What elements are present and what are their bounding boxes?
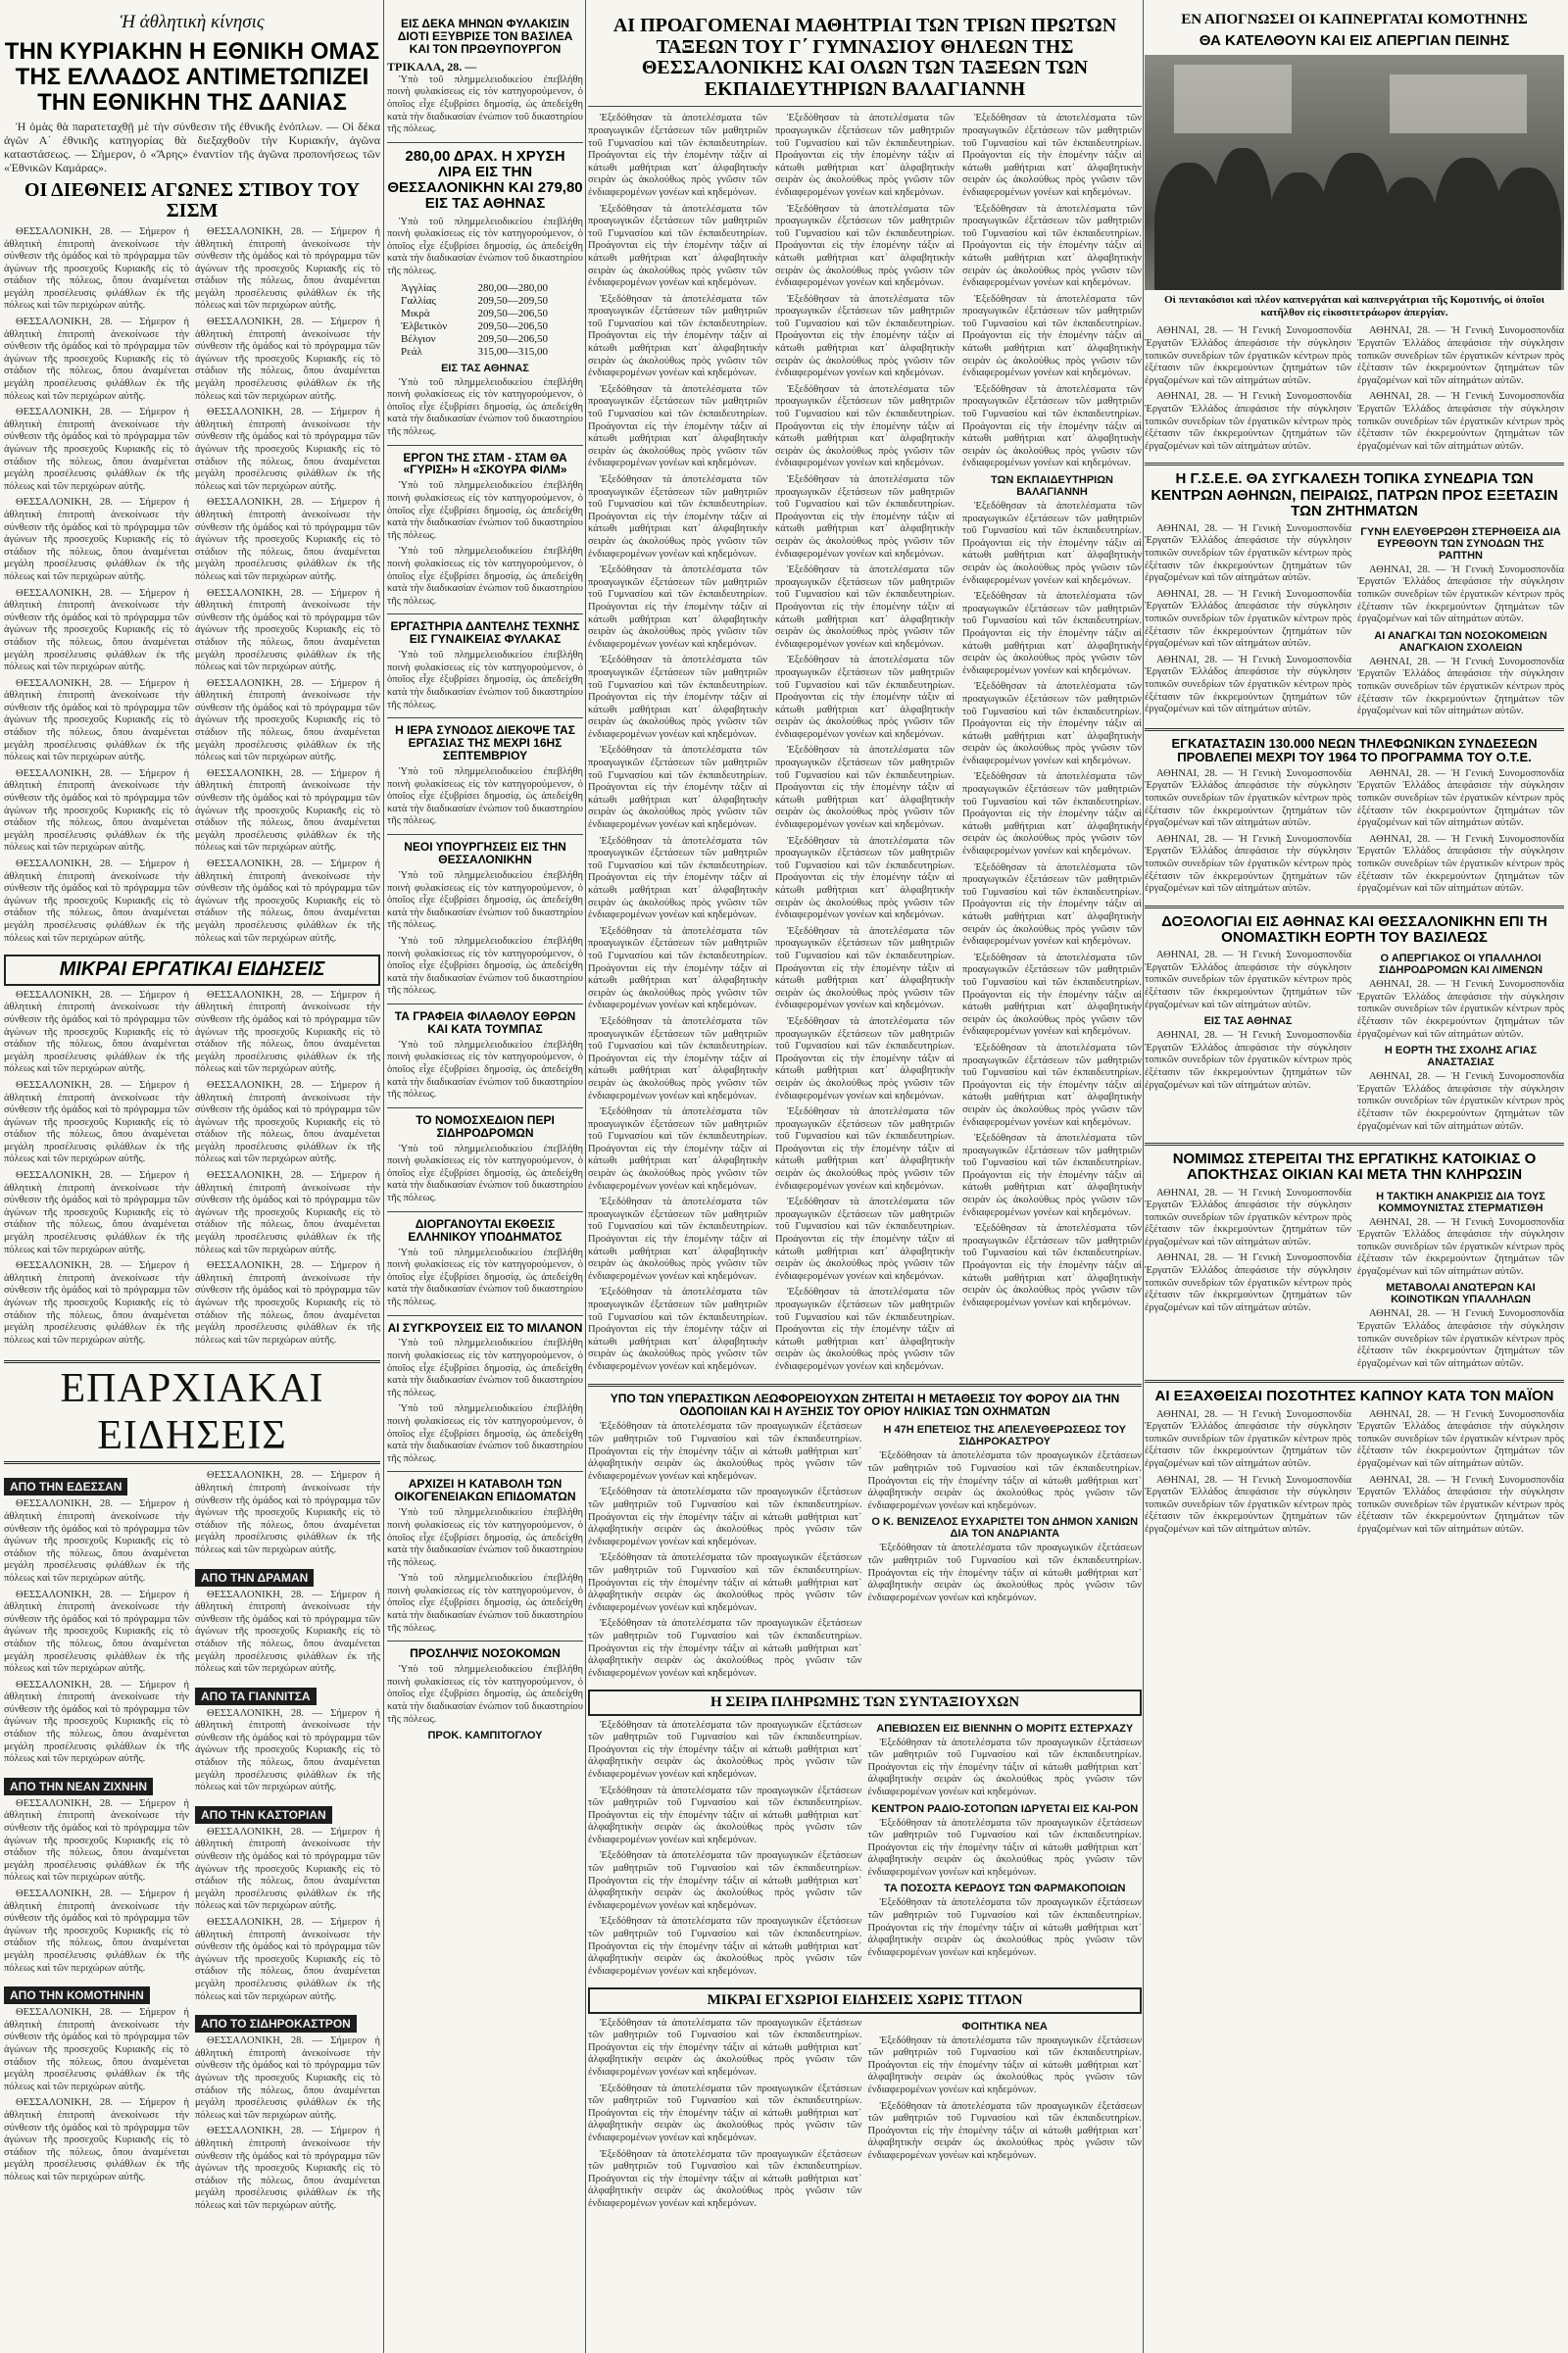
article-text: Ἐξεδόθησαν τὰ ἀποτελέσματα τῶν προαγωγικῶν ἐξετάσεων τῶν μαθητριῶν τοῦ Γυμνασίου καὶ τῶν ἐκπαιδευτηρίων. Προάγονται εἰς τὴν ἑπομένην τάξιν αἱ κάτωθι μαθήτριαι κατ᾽ ἀλφαβητικὴν σειρὰν ὡς ἀκολούθως πρὸς γνῶσιν τῶν ἐνδιαφερομένων γονέων καὶ κηδεμόνων. — [867, 1897, 1142, 1958]
article-text: Ἐξεδόθησαν τὰ ἀποτελέσματα τῶν προαγωγικῶν ἐξετάσεων τῶν μαθητριῶν τοῦ Γυμνασίου καὶ τῶν ἐκπαιδευτηρίων. Προάγονται εἰς τὴν ἑπομένην τάξιν αἱ κάτωθι μαθήτριαι κατ᾽ ἀλφαβητικὴν σειρὰν ὡς ἀκολούθως πρὸς γνῶσιν τῶν ἐνδιαφερομένων γονέων καὶ κηδεμόνων. — [962, 293, 1142, 379]
article-text: Ὑπὸ τοῦ πλημμελειοδικείου ἐπεβλήθη ποινὴ φυλακίσεως εἰς τὸν κατηγορούμενον, ὁ ὁποῖος εἶχε ἐξυβρίσει δημοσίᾳ, ὡς ἀπεδείχθη κατὰ τὴν διαδικασίαν ἐνώπιον τοῦ δικαστηρίου τῆς πόλεως. — [387, 216, 583, 276]
subheading-athens: ΕΙΣ ΤΑΣ ΑΘΗΝΑΣ — [1203, 1015, 1293, 1028]
subheading-pharmacists: ΤΑ ΠΟΣΟΣΤΑ ΚΕΡΔΟΥΣ ΤΩΝ ΦΑΡΜΑΚΟΠΟΙΩΝ — [884, 1883, 1126, 1895]
article-text: Ὑπὸ τοῦ πλημμελειοδικείου ἐπεβλήθη ποινὴ φυλακίσεως εἰς τὸν κατηγορούμενον, ὁ ὁποῖος εἶχε ἐξυβρίσει δημοσίᾳ, ὡς ἀπεδείχθη κατὰ τὴν διαδικασίαν ἐνώπιον τοῦ δικαστηρίου τῆς πόλεως. — [387, 480, 583, 541]
divider — [387, 1471, 583, 1472]
article-text: Ὑπὸ τοῦ πλημμελειοδικείου ἐπεβλήθη ποινὴ φυλακίσεως εἰς τὸν κατηγορούμενον, ὁ ὁποῖος εἶχε ἐξυβρίσει δημοσίᾳ, ὡς ἀπεδείχθη κατὰ τὴν διαδικασίαν ἐνώπιον τοῦ δικαστηρίου τῆς πόλεως. — [387, 546, 583, 607]
article-text: ΘΕΣΣΑΛΟΝΙΚΗ, 28. — Σήμερον ἡ ἀθλητικὴ ἐπιτροπὴ ἀνεκοίνωσε τὴν σύνθεσιν τῆς ὁμάδος καὶ τὸ πρόγραμμα τῶν ἀγώνων τῆς προσεχοῦς Κυριακῆς εἰς τὸ στάδιον τῆς πόλεως, ὅπου ἀναμένεται μεγάλη προσέλευσις φιλάθλων ἐκ τῆς πόλεως καὶ τῶν περιχώρων αὐτῆς. — [4, 1589, 189, 1675]
article-text: Ἐξεδόθησαν τὰ ἀποτελέσματα τῶν προαγωγικῶν ἐξετάσεων τῶν μαθητριῶν τοῦ Γυμνασίου καὶ τῶν ἐκπαιδευτηρίων. Προάγονται εἰς τὴν ἑπομένην τάξιν αἱ κάτωθι μαθήτριαι κατ᾽ ἀλφαβητικὴν σειρὰν ὡς ἀκολούθως πρὸς γνῶσιν τῶν ἐνδιαφερομένων γονέων καὶ κηδεμόνων. — [588, 2148, 862, 2209]
article-text: ΘΕΣΣΑΛΟΝΙΚΗ, 28. — Σήμερον ἡ ἀθλητικὴ ἐπιτροπὴ ἀνεκοίνωσε τὴν σύνθεσιν τῆς ὁμάδος καὶ τὸ πρόγραμμα τῶν ἀγώνων τῆς προσεχοῦς Κυριακῆς εἰς τὸ στάδιον τῆς πόλεως, ὅπου ἀναμένεται μεγάλη προσέλευσις φιλάθλων ἐκ τῆς πόλεως καὶ τῶν περιχώρων αὐτῆς. — [195, 1079, 380, 1165]
divider — [387, 1315, 583, 1316]
article-text: Ἐξεδόθησαν τὰ ἀποτελέσματα τῶν προαγωγικῶν ἐξετάσεων τῶν μαθητριῶν τοῦ Γυμνασίου καὶ τῶν ἐκπαιδευτηρίων. Προάγονται εἰς τὴν ἑπομένην τάξιν αἱ κάτωθι μαθήτριαι κατ᾽ ἀλφαβητικὴν σειρὰν ὡς ἀκολούθως πρὸς γνῶσιν τῶν ἐνδιαφερομένων γονέων καὶ κηδεμόνων. — [867, 1737, 1142, 1797]
article-text: ΑΘΗΝΑΙ, 28. — Ἡ Γενικὴ Συνομοσπονδία Ἐργατῶν Ἑλλάδος ἀπεφάσισε τὴν σύγκλησιν τοπικῶν συνεδρίων τῶν ἐργατικῶν κέντρων πρὸς ἐξέτασιν τῶν ἐκκρεμούντων ζητημάτων τῶν ἐργαζομένων καὶ τῶν αἰτημάτων αὐτῶν. — [1357, 979, 1564, 1040]
headline-tobacco-workers: ΕΝ ΑΠΟΓΝΩΣΕΙ ΟΙ ΚΑΠΝΕΡΓΑΤΑΙ ΚΟΜΟΤΗΝΗΣ — [1181, 12, 1528, 27]
article-text: ΑΘΗΝΑΙ, 28. — Ἡ Γενικὴ Συνομοσπονδία Ἐργατῶν Ἑλλάδος ἀπεφάσισε τὴν σύγκλησιν τοπικῶν συνεδρίων τῶν ἐργατικῶν κέντρων πρὸς ἐξέτασιν τῶν ἐκκρεμούντων ζητημάτων τῶν ἐργαζομένων καὶ τῶν αἰτημάτων αὐτῶν. — [1357, 1071, 1564, 1132]
article-text: ΑΘΗΝΑΙ, 28. — Ἡ Γενικὴ Συνομοσπονδία Ἐργατῶν Ἑλλάδος ἀπεφάσισε τὴν σύγκλησιν τοπικῶν συνεδρίων τῶν ἐργατικῶν κέντρων πρὸς ἐξέτασιν τῶν ἐκκρεμούντων ζητημάτων τῶν ἐργαζομένων καὶ τῶν αἰτημάτων αὐτῶν. — [1145, 522, 1351, 584]
article-text: Ἐξεδόθησαν τὰ ἀποτελέσματα τῶν προαγωγικῶν ἐξετάσεων τῶν μαθητριῶν τοῦ Γυμνασίου καὶ τῶν ἐκπαιδευτηρίων. Προάγονται εἰς τὴν ἑπομένην τάξιν αἱ κάτωθι μαθήτριαι κατ᾽ ἀλφαβητικὴν σειρὰν ὡς ἀκολούθως πρὸς γνῶσιν τῶν ἐνδιαφερομένων γονέων καὶ κηδεμόνων. — [588, 1106, 767, 1192]
article-text: Ἐξεδόθησαν τὰ ἀποτελέσματα τῶν προαγωγικῶν ἐξετάσεων τῶν μαθητριῶν τοῦ Γυμνασίου καὶ τῶν ἐκπαιδευτηρίων. Προάγονται εἰς τὴν ἑπομένην τάξιν αἱ κάτωθι μαθήτριαι κατ᾽ ἀλφαβητικὴν σειρὰν ὡς ἀκολούθως πρὸς γνῶσιν τῶν ἐνδιαφερομένων γονέων καὶ κηδεμόνων. — [867, 1450, 1142, 1511]
article-text: Ἐξεδόθησαν τὰ ἀποτελέσματα τῶν προαγωγικῶν ἐξετάσεων τῶν μαθητριῶν τοῦ Γυμνασίου καὶ τῶν ἐκπαιδευτηρίων. Προάγονται εἰς τὴν ἑπομένην τάξιν αἱ κάτωθι μαθήτριαι κατ᾽ ἀλφαβητικὴν σειρὰν ὡς ἀκολούθως πρὸς γνῶσιν τῶν ἐνδιαφερομένων γονέων καὶ κηδεμόνων. — [775, 203, 955, 289]
article-text: Ἐξεδόθησαν τὰ ἀποτελέσματα τῶν προαγωγικῶν ἐξετάσεων τῶν μαθητριῶν τοῦ Γυμνασίου καὶ τῶν ἐκπαιδευτηρίων. Προάγονται εἰς τὴν ἑπομένην τάξιν αἱ κάτωθι μαθήτριαι κατ᾽ ἀλφαβητικὴν σειρὰν ὡς ἀκολούθως πρὸς γνῶσιν τῶν ἐνδιαφερομένων γονέων καὶ κηδεμόνων. — [588, 203, 767, 289]
section-bar-edessa: ΑΠΟ ΤΗΝ ΕΔΕΣΣΑΝ — [4, 1478, 127, 1495]
article-text: ΑΘΗΝΑΙ, 28. — Ἡ Γενικὴ Συνομοσπονδία Ἐργατῶν Ἑλλάδος ἀπεφάσισε τὴν σύγκλησιν τοπικῶν συνεδρίων τῶν ἐργατικῶν κέντρων πρὸς ἐξέτασιν τῶν ἐκκρεμούντων ζητημάτων τῶν ἐργαζομένων καὶ τῶν αἰτημάτων αὐτῶν. — [1145, 588, 1351, 650]
article-text: ΑΘΗΝΑΙ, 28. — Ἡ Γενικὴ Συνομοσπονδία Ἐργατῶν Ἑλλάδος ἀπεφάσισε τὴν σύγκλησιν τοπικῶν συνεδρίων τῶν ἐργατικῶν κέντρων πρὸς ἐξέτασιν τῶν ἐκκρεμούντων ζητημάτων τῶν ἐργαζομένων καὶ τῶν αἰτημάτων αὐτῶν. — [1145, 950, 1351, 1010]
headline-gsee-congress: Η Γ.Σ.Ε.Ε. ΘΑ ΣΥΓΚΑΛΕΣΗ ΤΟΠΙΚΑ ΣΥΝΕΔΡΙΑ ΤΩΝ ΚΕΝΤΡΩΝ ΑΘΗΝΩΝ, ΠΕΙΡΑΙΩΣ, ΠΑΤΡΩΝ ΠΡΟΣ ΕΞΕΤΑΣΙΝ ΤΩΝ ΖΗΤΗΜΑΤΩΝ — [1151, 470, 1558, 519]
article-text: Ἐξεδόθησαν τὰ ἀποτελέσματα τῶν προαγωγικῶν ἐξετάσεων τῶν μαθητριῶν τοῦ Γυμνασίου καὶ τῶν ἐκπαιδευτηρίων. Προάγονται εἰς τὴν ἑπομένην τάξιν αἱ κάτωθι μαθήτριαι κατ᾽ ἀλφαβητικὴν σειρὰν ὡς ἀκολούθως πρὸς γνῶσιν τῶν ἐνδιαφερομένων γονέων καὶ κηδεμόνων. — [962, 113, 1142, 198]
article-text: ΑΘΗΝΑΙ, 28. — Ἡ Γενικὴ Συνομοσπονδία Ἐργατῶν Ἑλλάδος ἀπεφάσισε τὴν σύγκλησιν τοπικῶν συνεδρίων τῶν ἐργατικῶν κέντρων πρὸς ἐξέτασιν τῶν ἐκκρεμούντων ζητημάτων τῶν ἐργαζομένων καὶ τῶν αἰτημάτων αὐτῶν. — [1145, 767, 1351, 829]
article-text: ΘΕΣΣΑΛΟΝΙΚΗ, 28. — Σήμερον ἡ ἀθλητικὴ ἐπιτροπὴ ἀνεκοίνωσε τὴν σύνθεσιν τῆς ὁμάδος καὶ τὸ πρόγραμμα τῶν ἀγώνων τῆς προσεχοῦς Κυριακῆς εἰς τὸ στάδιον τῆς πόλεως, ὅπου ἀναμένεται μεγάλη προσέλευσις φιλάθλων ἐκ τῆς πόλεως καὶ τῶν περιχώρων αὐτῆς. — [195, 2035, 380, 2121]
section-provincial-news: ΕΠΑΡΧΙΑΚΑΙ ΕΙΔΗΣΕΙΣ — [4, 1360, 380, 1464]
article-text: ΑΘΗΝΑΙ, 28. — Ἡ Γενικὴ Συνομοσπονδία Ἐργατῶν Ἑλλάδος ἀπεφάσισε τὴν σύγκλησιν τοπικῶν συνεδρίων τῶν ἐργατικῶν κέντρων πρὸς ἐξέτασιν τῶν ἐκκρεμούντων ζητημάτων τῶν ἐργαζομένων καὶ τῶν αἰτημάτων αὐτῶν. — [1357, 1308, 1564, 1369]
article-text: ΘΕΣΣΑΛΟΝΙΚΗ, 28. — Σήμερον ἡ ἀθλητικὴ ἐπιτροπὴ ἀνεκοίνωσε τὴν σύνθεσιν τῆς ὁμάδος καὶ τὸ πρόγραμμα τῶν ἀγώνων τῆς προσεχοῦς Κυριακῆς εἰς τὸ στάδιον τῆς πόλεως, ὅπου ἀναμένεται μεγάλη προσέλευσις φιλάθλων ἐκ τῆς πόλεως καὶ τῶν περιχώρων αὐτῆς. — [4, 1888, 189, 1974]
article-text: ΘΕΣΣΑΛΟΝΙΚΗ, 28. — Σήμερον ἡ ἀθλητικὴ ἐπιτροπὴ ἀνεκοίνωσε τὴν σύνθεσιν τῆς ὁμάδος καὶ τὸ πρόγραμμα τῶν ἀγώνων τῆς προσεχοῦς Κυριακῆς εἰς τὸ στάδιον τῆς πόλεως, ὅπου ἀναμένεται μεγάλη προσέλευσις φιλάθλων ἐκ τῆς πόλεως καὶ τῶν περιχώρων αὐτῆς. — [4, 1079, 189, 1165]
article-text: ΑΘΗΝΑΙ, 28. — Ἡ Γενικὴ Συνομοσπονδία Ἐργατῶν Ἑλλάδος ἀπεφάσισε τὴν σύγκλησιν τοπικῶν συνεδρίων τῶν ἐργατικῶν κέντρων πρὸς ἐξέτασιν τῶν ἐκκρεμούντων ζητημάτων τῶν ἐργαζομένων καὶ τῶν αἰτημάτων αὐτῶν. — [1145, 1187, 1351, 1248]
divider — [1145, 728, 1564, 731]
headline-offices: ΤΑ ΓΡΑΦΕΙΑ ΦΙΛΑΘΛΟΥ ΕΘΡΩΝ ΚΑΙ ΚΑΤΑ ΤΟΥΜΠΑΣ — [394, 1008, 576, 1036]
lead-paragraph: Ἡ ὁμὰς θὰ παρατεταχθῇ μὲ τὴν σύνθεσιν τῆς ἐθνικῆς ἑνόπλων. — Οἱ δέκα ἀγῶν Α΄ ἐθνικῆς κατηγορίας θὰ διεξαχθοῦν τὴν Κυριακήν, ἀγῶνα καταστάσεως. — Σήμερον, ὁ «Ἄρης» ἐναντίον τῆς ἀγῶνα προπονήσεως τῶν «Ἐθνικῶν Καμάρας». — [4, 119, 380, 174]
divider — [387, 834, 583, 835]
article-text: Ἐξεδόθησαν τὰ ἀποτελέσματα τῶν προαγωγικῶν ἐξετάσεων τῶν μαθητριῶν τοῦ Γυμνασίου καὶ τῶν ἐκπαιδευτηρίων. Προάγονται εἰς τὴν ἑπομένην τάξιν αἱ κάτωθι μαθήτριαι κατ᾽ ἀλφαβητικὴν σειρὰν ὡς ἀκολούθως πρὸς γνῶσιν τῶν ἐνδιαφερομένων γονέων καὶ κηδεμόνων. — [867, 2034, 1142, 2095]
article-text: Ἐξεδόθησαν τὰ ἀποτελέσματα τῶν προαγωγικῶν ἐξετάσεων τῶν μαθητριῶν τοῦ Γυμνασίου καὶ τῶν ἐκπαιδευτηρίων. Προάγονται εἰς τὴν ἑπομένην τάξιν αἱ κάτωθι μαθήτριαι κατ᾽ ἀλφαβητικὴν σειρὰν ὡς ἀκολούθως πρὸς γνῶσιν τῶν ἐνδιαφερομένων γονέων καὶ κηδεμόνων. — [588, 655, 767, 740]
article-text: Ἐξεδόθησαν τὰ ἀποτελέσματα τῶν προαγωγικῶν ἐξετάσεων τῶν μαθητριῶν τοῦ Γυμνασίου καὶ τῶν ἐκπαιδευτηρίων. Προάγονται εἰς τὴν ἑπομένην τάξιν αἱ κάτωθι μαθήτριαι κατ᾽ ἀλφαβητικὴν σειρὰν ὡς ἀκολούθως πρὸς γνῶσιν τῶν ἐνδιαφερομένων γονέων καὶ κηδεμόνων. — [588, 1421, 862, 1482]
divider — [1145, 1143, 1564, 1146]
article-text: Ἐξεδόθησαν τὰ ἀποτελέσματα τῶν προαγωγικῶν ἐξετάσεων τῶν μαθητριῶν τοῦ Γυμνασίου καὶ τῶν ἐκπαιδευτηρίων. Προάγονται εἰς τὴν ἑπομένην τάξιν αἱ κάτωθι μαθήτριαι κατ᾽ ἀλφαβητικὴν σειρὰν ὡς ἀκολούθως πρὸς γνῶσιν τῶν ἐνδιαφερομένων γονέων καὶ κηδεμόνων. — [588, 1197, 767, 1282]
article-text: Ἐξεδόθησαν τὰ ἀποτελέσματα τῶν προαγωγικῶν ἐξετάσεων τῶν μαθητριῶν τοῦ Γυμνασίου καὶ τῶν ἐκπαιδευτηρίων. Προάγονται εἰς τὴν ἑπομένην τάξιν αἱ κάτωθι μαθήτριαι κατ᾽ ἀλφαβητικὴν σειρὰν ὡς ἀκολούθως πρὸς γνῶσιν τῶν ἐνδιαφερομένων γονέων καὶ κηδεμόνων. — [775, 383, 955, 469]
article-text: Ὑπὸ τοῦ πλημμελειοδικείου ἐπεβλήθη ποινὴ φυλακίσεως εἰς τὸν κατηγορούμενον, ὁ ὁποῖος εἶχε ἐξυβρίσει δημοσίᾳ, ὡς ἀπεδείχθη κατὰ τὴν διαδικασίαν ἐνώπιον τοῦ δικαστηρίου τῆς πόλεως. — [387, 869, 583, 931]
divider — [387, 1211, 583, 1212]
column-labor — [1145, 0, 1564, 2353]
article-text: Ἐξεδόθησαν τὰ ἀποτελέσματα τῶν προαγωγικῶν ἐξετάσεων τῶν μαθητριῶν τοῦ Γυμνασίου καὶ τῶν ἐκπαιδευτηρίων. Προάγονται εἰς τὴν ἑπομένην τάξιν αἱ κάτωθι μαθήτριαι κατ᾽ ἀλφαβητικὴν σειρὰν ὡς ἀκολούθως πρὸς γνῶσιν τῶν ἐνδιαφερομένων γονέων καὶ κηδεμόνων. — [775, 293, 955, 379]
divider — [387, 1004, 583, 1005]
article-text: ΘΕΣΣΑΛΟΝΙΚΗ, 28. — Σήμερον ἡ ἀθλητικὴ ἐπιτροπὴ ἀνεκοίνωσε τὴν σύνθεσιν τῆς ὁμάδος καὶ τὸ πρόγραμμα τῶν ἀγώνων τῆς προσεχοῦς Κυριακῆς εἰς τὸ στάδιον τῆς πόλεως, ὅπου ἀναμένεται μεγάλη προσέλευσις φιλάθλων ἐκ τῆς πόλεως καὶ τῶν περιχώρων αὐτῆς. — [4, 407, 189, 492]
article-text: Ἐξεδόθησαν τὰ ἀποτελέσματα τῶν προαγωγικῶν ἐξετάσεων τῶν μαθητριῶν τοῦ Γυμνασίου καὶ τῶν ἐκπαιδευτηρίων. Προάγονται εἰς τὴν ἑπομένην τάξιν αἱ κάτωθι μαθήτριαι κατ᾽ ἀλφαβητικὴν σειρὰν ὡς ἀκολούθως πρὸς γνῶσιν τῶν ἐνδιαφερομένων γονέων καὶ κηδεμόνων. — [962, 501, 1142, 586]
article-text: ΘΕΣΣΑΛΟΝΙΚΗ, 28. — Σήμερον ἡ ἀθλητικὴ ἐπιτροπὴ ἀνεκοίνωσε τὴν σύνθεσιν τῆς ὁμάδος καὶ τὸ πρόγραμμα τῶν ἀγώνων τῆς προσεχοῦς Κυριακῆς εἰς τὸ στάδιον τῆς πόλεως, ὅπου ἀναμένεται μεγάλη προσέλευσις φιλάθλων ἐκ τῆς πόλεως καὶ τῶν περιχώρων αὐτῆς. — [4, 989, 189, 1075]
column-rule — [1143, 0, 1144, 2353]
price-row: Μικρὰ 209,50—206,50 — [401, 307, 548, 319]
article-text: ΑΘΗΝΑΙ, 28. — Ἡ Γενικὴ Συνομοσπονδία Ἐργατῶν Ἑλλάδος ἀπεφάσισε τὴν σύγκλησιν τοπικῶν συνεδρίων τῶν ἐργατικῶν κέντρων πρὸς ἐξέτασιν τῶν ἐκκρεμούντων ζητημάτων τῶν ἐργαζομένων καὶ τῶν αἰτημάτων αὐτῶν. — [1357, 1474, 1564, 1535]
article-text: Ὑπὸ τοῦ πλημμελειοδικείου ἐπεβλήθη ποινὴ φυλακίσεως εἰς τὸν κατηγορούμενον, ὁ ὁποῖος εἶχε ἐξυβρίσει δημοσίᾳ, ὡς ἀπεδείχθη κατὰ τὴν διαδικασίαν ἐνώπιον τοῦ δικαστηρίου τῆς πόλεως. — [387, 1403, 583, 1464]
article-text: ΘΕΣΣΑΛΟΝΙΚΗ, 28. — Σήμερον ἡ ἀθλητικὴ ἐπιτροπὴ ἀνεκοίνωσε τὴν σύνθεσιν τῆς ὁμάδος καὶ τὸ πρόγραμμα τῶν ἀγώνων τῆς προσεχοῦς Κυριακῆς εἰς τὸ στάδιον τῆς πόλεως, ὅπου ἀναμένεται μεγάλη προσέλευσις φιλάθλων ἐκ τῆς πόλεως καὶ τῶν περιχώρων αὐτῆς. — [195, 225, 380, 312]
headline-pensions: Η ΣΕΙΡΑ ΠΛΗΡΩΜΗΣ ΤΩΝ ΣΥΝΤΑΞΙΟΥΧΩΝ — [588, 1690, 1142, 1715]
subheading: ΕΙΣ ΤΑΣ ΑΘΗΝΑΣ — [441, 362, 529, 374]
divider — [1145, 1380, 1564, 1383]
article-text: Ἐξεδόθησαν τὰ ἀποτελέσματα τῶν προαγωγικῶν ἐξετάσεων τῶν μαθητριῶν τοῦ Γυμνασίου καὶ τῶν ἐκπαιδευτηρίων. Προάγονται εἰς τὴν ἑπομένην τάξιν αἱ κάτωθι μαθήτριαι κατ᾽ ἀλφαβητικὴν σειρὰν ὡς ἀκολούθως πρὸς γνῶσιν τῶν ἐνδιαφερομένων γονέων καὶ κηδεμόνων. — [775, 745, 955, 831]
headline-hunger-strike: ΘΑ ΚΑΤΕΛΘΟΥΝ ΚΑΙ ΕΙΣ ΑΠΕΡΓΙΑΝ ΠΕΙΝΗΣ — [1199, 32, 1510, 50]
article-text: ΘΕΣΣΑΛΟΝΙΚΗ, 28. — Σήμερον ἡ ἀθλητικὴ ἐπιτροπὴ ἀνεκοίνωσε τὴν σύνθεσιν τῆς ὁμάδος καὶ τὸ πρόγραμμα τῶν ἀγώνων τῆς προσεχοῦς Κυριακῆς εἰς τὸ στάδιον τῆς πόλεως, ὅπου ἀναμένεται μεγάλη προσέλευσις φιλάθλων ἐκ τῆς πόλεως καὶ τῶν περιχώρων αὐτῆς. — [195, 1260, 380, 1346]
subheading-esterhazy: ΑΠΕΒΙΩΣΕΝ ΕΙΣ ΒΙΕΝΝΗΝ Ο ΜΟΡΙΤΣ ΕΣΤΕΡΧΑΖΥ — [876, 1722, 1134, 1735]
headline-gold-price: 280,00 ΔΡΑΧ. Η ΧΡΥΣΗ ΛΙΡΑ ΕΙΣ ΤΗΝ ΘΕΣΣΑΛΟΝΙΚΗΝ ΚΑΙ 279,80 ΕΙΣ ΤΑΣ ΑΘΗΝΑΣ — [387, 147, 583, 213]
headline-new-services: ΝΕΟΙ ΥΠΟΥΡΓΗΣΕΙΣ ΕΙΣ ΤΗΝ ΘΕΣΣΑΛΟΝΙΚΗΝ — [404, 840, 566, 867]
article-text: ΘΕΣΣΑΛΟΝΙΚΗ, 28. — Σήμερον ἡ ἀθλητικὴ ἐπιτροπὴ ἀνεκοίνωσε τὴν σύνθεσιν τῆς ὁμάδος καὶ τὸ πρόγραμμα τῶν ἀγώνων τῆς προσεχοῦς Κυριακῆς εἰς τὸ στάδιον τῆς πόλεως, ὅπου ἀναμένεται μεγάλη προσέλευσις φιλάθλων ἐκ τῆς πόλεως καὶ τῶν περιχώρων αὐτῆς. — [195, 858, 380, 944]
divider — [387, 142, 583, 143]
subheading-railway-staff: Ο ΑΠΕΡΓΙΑΚΟΣ ΟΙ ΥΠΑΛΛΗΛΟΙ ΣΙΔΗΡΟΔΡΟΜΩΝ ΚΑΙ ΛΙΜΕΝΩΝ — [1378, 953, 1544, 977]
article-text: ΘΕΣΣΑΛΟΝΙΚΗ, 28. — Σήμερον ἡ ἀθλητικὴ ἐπιτροπὴ ἀνεκοίνωσε τὴν σύνθεσιν τῆς ὁμάδος καὶ τὸ πρόγραμμα τῶν ἀγώνων τῆς προσεχοῦς Κυριακῆς εἰς τὸ στάδιον τῆς πόλεως, ὅπου ἀναμένεται μεγάλη προσέλευσις φιλάθλων ἐκ τῆς πόλεως καὶ τῶν περιχώρων αὐτῆς. — [195, 1470, 380, 1555]
article-text: Ἐξεδόθησαν τὰ ἀποτελέσματα τῶν προαγωγικῶν ἐξετάσεων τῶν μαθητριῶν τοῦ Γυμνασίου καὶ τῶν ἐκπαιδευτηρίων. Προάγονται εἰς τὴν ἑπομένην τάξιν αἱ κάτωθι μαθήτριαι κατ᾽ ἀλφαβητικὴν σειρὰν ὡς ἀκολούθως πρὸς γνῶσιν τῶν ἐνδιαφερομένων γονέων καὶ κηδεμόνων. — [962, 1133, 1142, 1218]
price-row: Ρεάλ 315,00—315,00 — [401, 345, 548, 358]
section-bar-nea-zichni: ΑΠΟ ΤΗΝ ΝΕΑΝ ΖΙΧΝΗΝ — [4, 1778, 153, 1795]
article-text: Ἐξεδόθησαν τὰ ἀποτελέσματα τῶν προαγωγικῶν ἐξετάσεων τῶν μαθητριῶν τοῦ Γυμνασίου καὶ τῶν ἐκπαιδευτηρίων. Προάγονται εἰς τὴν ἑπομένην τάξιν αἱ κάτωθι μαθήτριαι κατ᾽ ἀλφαβητικὴν σειρὰν ὡς ἀκολούθως πρὸς γνῶσιν τῶν ἐνδιαφερομένων γονέων καὶ κηδεμόνων. — [588, 564, 767, 650]
article-text: Ἐξεδόθησαν τὰ ἀποτελέσματα τῶν προαγωγικῶν ἐξετάσεων τῶν μαθητριῶν τοῦ Γυμνασίου καὶ τῶν ἐκπαιδευτηρίων. Προάγονται εἰς τὴν ἑπομένην τάξιν αἱ κάτωθι μαθήτριαι κατ᾽ ἀλφαβητικὴν σειρὰν ὡς ἀκολούθως πρὸς γνῶσιν τῶν ἐνδιαφερομένων γονέων καὶ κηδεμόνων. — [588, 835, 767, 921]
headline-film: ΕΡΓΟΝ ΤΗΣ ΣΤΑΜ - ΣΤΑΜ ΘΑ «ΓΥΡΙΣΗ» Η «ΣΚΟΥΡΑ ΦΙΛΜ» — [403, 450, 567, 477]
article-text: ΘΕΣΣΑΛΟΝΙΚΗ, 28. — Σήμερον ἡ ἀθλητικὴ ἐπιτροπὴ ἀνεκοίνωσε τὴν σύνθεσιν τῆς ὁμάδος καὶ τὸ πρόγραμμα τῶν ἀγώνων τῆς προσεχοῦς Κυριακῆς εἰς τὸ στάδιον τῆς πόλεως, ὅπου ἀναμένεται μεγάλη προσέλευσις φιλάθλων ἐκ τῆς πόλεως καὶ τῶν περιχώρων αὐτῆς. — [195, 1589, 380, 1675]
article-text: ΘΕΣΣΑΛΟΝΙΚΗ, 28. — Σήμερον ἡ ἀθλητικὴ ἐπιτροπὴ ἀνεκοίνωσε τὴν σύνθεσιν τῆς ὁμάδος καὶ τὸ πρόγραμμα τῶν ἀγώνων τῆς προσεχοῦς Κυριακῆς εἰς τὸ στάδιον τῆς πόλεως, ὅπου ἀναμένεται μεγάλη προσέλευσις φιλάθλων ἐκ τῆς πόλεως καὶ τῶν περιχώρων αὐτῆς. — [4, 225, 189, 312]
article-text: ΑΘΗΝΑΙ, 28. — Ἡ Γενικὴ Συνομοσπονδία Ἐργατῶν Ἑλλάδος ἀπεφάσισε τὴν σύγκλησιν τοπικῶν συνεδρίων τῶν ἐργατικῶν κέντρων πρὸς ἐξέτασιν τῶν ἐκκρεμούντων ζητημάτων τῶν ἐργαζομένων καὶ τῶν αἰτημάτων αὐτῶν. — [1357, 391, 1564, 452]
subheading-venizelos: Ο Κ. ΒΕΝΙΖΕΛΟΣ ΕΥΧΑΡΙΣΤΕΙ ΤΟΝ ΔΗΜΟΝ ΧΑΝΙΩΝ ΔΙΑ ΤΟΝ ΑΝΔΡΙΑΝΤΑ — [871, 1516, 1139, 1541]
headline-shoe-exhibition: ΔΙΟΡΓΑΝΟΥΤΑΙ ΕΚΘΕΣΙΣ ΕΛΛΗΝΙΚΟΥ ΥΠΟΔΗΜΑΤΟΣ — [408, 1216, 563, 1244]
article-text: Ἐξεδόθησαν τὰ ἀποτελέσματα τῶν προαγωγικῶν ἐξετάσεων τῶν μαθητριῶν τοῦ Γυμνασίου καὶ τῶν ἐκπαιδευτηρίων. Προάγονται εἰς τὴν ἑπομένην τάξιν αἱ κάτωθι μαθήτριαι κατ᾽ ἀλφαβητικὴν σειρὰν ὡς ἀκολούθως πρὸς γνῶσιν τῶν ἐνδιαφερομένων γονέων καὶ κηδεμόνων. — [588, 1916, 862, 1977]
article-text: Ἐξεδόθησαν τὰ ἀποτελέσματα τῶν προαγωγικῶν ἐξετάσεων τῶν μαθητριῶν τοῦ Γυμνασίου καὶ τῶν ἐκπαιδευτηρίων. Προάγονται εἰς τὴν ἑπομένην τάξιν αἱ κάτωθι μαθήτριαι κατ᾽ ἀλφαβητικὴν σειρὰν ὡς ἀκολούθως πρὸς γνῶσιν τῶν ἐνδιαφερομένων γονέων καὶ κηδεμόνων. — [588, 1850, 862, 1911]
article-text: ΘΕΣΣΑΛΟΝΙΚΗ, 28. — Σήμερον ἡ ἀθλητικὴ ἐπιτροπὴ ἀνεκοίνωσε τὴν σύνθεσιν τῆς ὁμάδος καὶ τὸ πρόγραμμα τῶν ἀγώνων τῆς προσεχοῦς Κυριακῆς εἰς τὸ στάδιον τῆς πόλεως, ὅπου ἀναμένεται μεγάλη προσέλευσις φιλάθλων ἐκ τῆς πόλεως καὶ τῶν περιχώρων αὐτῆς. — [4, 497, 189, 582]
article-text: ΘΕΣΣΑΛΟΝΙΚΗ, 28. — Σήμερον ἡ ἀθλητικὴ ἐπιτροπὴ ἀνεκοίνωσε τὴν σύνθεσιν τῆς ὁμάδος καὶ τὸ πρόγραμμα τῶν ἀγώνων τῆς προσεχοῦς Κυριακῆς εἰς τὸ στάδιον τῆς πόλεως, ὅπου ἀναμένεται μεγάλη προσέλευσις φιλάθλων ἐκ τῆς πόλεως καὶ τῶν περιχώρων αὐτῆς. — [4, 1498, 189, 1584]
article-text: Ἐξεδόθησαν τὰ ἀποτελέσματα τῶν προαγωγικῶν ἐξετάσεων τῶν μαθητριῶν τοῦ Γυμνασίου καὶ τῶν ἐκπαιδευτηρίων. Προάγονται εἰς τὴν ἑπομένην τάξιν αἱ κάτωθι μαθήτριαι κατ᾽ ἀλφαβητικὴν σειρὰν ὡς ἀκολούθως πρὸς γνῶσιν τῶν ἐνδιαφερομένων γονέων καὶ κηδεμόνων. — [962, 383, 1142, 469]
subheading-anniversary: Η 47Η ΕΠΕΤΕΙΟΣ ΤΗΣ ΑΠΕΛΕΥΘΕΡΩΣΕΩΣ ΤΟΥ ΣΙΔΗΡΟΚΑΣΤΡΟΥ — [883, 1424, 1126, 1448]
article-text: Ἐξεδόθησαν τὰ ἀποτελέσματα τῶν προαγωγικῶν ἐξετάσεων τῶν μαθητριῶν τοῦ Γυμνασίου καὶ τῶν ἐκπαιδευτηρίων. Προάγονται εἰς τὴν ἑπομένην τάξιν αἱ κάτωθι μαθήτριαι κατ᾽ ἀλφαβητικὴν σειρὰν ὡς ἀκολούθως πρὸς γνῶσιν τῶν ἐνδιαφερομένων γονέων καὶ κηδεμόνων. — [588, 474, 767, 560]
divider — [387, 613, 583, 614]
article-text: Ὑπὸ τοῦ πλημμελειοδικείου ἐπεβλήθη ποινὴ φυλακίσεως εἰς τὸν κατηγορούμενον, ὁ ὁποῖος εἶχε ἐξυβρίσει δημοσίᾳ, ὡς ἀπεδείχθη κατὰ τὴν διαδικασίαν ἐνώπιον τοῦ δικαστηρίου τῆς πόλεως. — [387, 1247, 583, 1307]
article-text: ΘΕΣΣΑΛΟΝΙΚΗ, 28. — Σήμερον ἡ ἀθλητικὴ ἐπιτροπὴ ἀνεκοίνωσε τὴν σύνθεσιν τῆς ὁμάδος καὶ τὸ πρόγραμμα τῶν ἀγώνων τῆς προσεχοῦς Κυριακῆς εἰς τὸ στάδιον τῆς πόλεως, ὅπου ἀναμένεται μεγάλη προσέλευσις φιλάθλων ἐκ τῆς πόλεως καὶ τῶν περιχώρων αὐτῆς. — [195, 2126, 380, 2211]
subheading-school-feast: Η ΕΟΡΤΗ ΤΗΣ ΣΧΟΛΗΣ ΑΓΙΑΣ ΑΝΑΣΤΑΣΙΑΣ — [1384, 1045, 1538, 1069]
headline-labor-news: ΜΙΚΡΑΙ ΕΡΓΑΤΙΚΑΙ ΕΙΔΗΣΕΙΣ — [4, 955, 380, 986]
article-text: Ἐξεδόθησαν τὰ ἀποτελέσματα τῶν προαγωγικῶν ἐξετάσεων τῶν μαθητριῶν τοῦ Γυμνασίου καὶ τῶν ἐκπαιδευτηρίων. Προάγονται εἰς τὴν ἑπομένην τάξιν αἱ κάτωθι μαθήτριαι κατ᾽ ἀλφαβητικὴν σειρὰν ὡς ἀκολούθως πρὸς γνῶσιν τῶν ἐνδιαφερομένων γονέων καὶ κηδεμόνων. — [867, 1817, 1142, 1878]
photo-strikers — [1145, 55, 1564, 290]
price-row: Βέλγιον 209,50—206,50 — [401, 332, 548, 345]
price-row: Ἐλβετικὸν 209,50—206,50 — [401, 319, 548, 332]
section-kicker: Ἡ ἀθλητικὴ κίνησις — [120, 12, 265, 32]
article-text: ΘΕΣΣΑΛΟΝΙΚΗ, 28. — Σήμερον ἡ ἀθλητικὴ ἐπιτροπὴ ἀνεκοίνωσε τὴν σύνθεσιν τῆς ὁμάδος καὶ τὸ πρόγραμμα τῶν ἀγώνων τῆς προσεχοῦς Κυριακῆς εἰς τὸ στάδιον τῆς πόλεως, ὅπου ἀναμένεται μεγάλη προσέλευσις φιλάθλων ἐκ τῆς πόλεως καὶ τῶν περιχώρων αὐτῆς. — [4, 2007, 189, 2092]
headline-athletics: ΟΙ ΔΙΕΘΝΕΙΣ ΑΓΩΝΕΣ ΣΤΙΒΟΥ ΤΟΥ ΣΙΣΜ — [24, 178, 361, 222]
article-text: Ἐξεδόθησαν τὰ ἀποτελέσματα τῶν προαγωγικῶν ἐξετάσεων τῶν μαθητριῶν τοῦ Γυμνασίου καὶ τῶν ἐκπαιδευτηρίων. Προάγονται εἰς τὴν ἑπομένην τάξιν αἱ κάτωθι μαθήτριαι κατ᾽ ἀλφαβητικὴν σειρὰν ὡς ἀκολούθως πρὸς γνῶσιν τῶν ἐνδιαφερομένων γονέων καὶ κηδεμόνων. — [775, 1106, 955, 1192]
column-main-story — [588, 0, 1142, 2353]
article-text: Ὑπὸ τοῦ πλημμελειοδικείου ἐπεβλήθη ποινὴ φυλακίσεως εἰς τὸν κατηγορούμενον, ὁ ὁποῖος εἶχε ἐξυβρίσει δημοσίᾳ, ὡς ἀπεδείχθη κατὰ τὴν διαδικασίαν ἐνώπιον τοῦ δικαστηρίου τῆς πόλεως. — [387, 766, 583, 827]
section-bar-drama: ΑΠΟ ΤΗΝ ΔΡΑΜΑΝ — [195, 1569, 314, 1587]
article-text: Ἐξεδόθησαν τὰ ἀποτελέσματα τῶν προαγωγικῶν ἐξετάσεων τῶν μαθητριῶν τοῦ Γυμνασίου καὶ τῶν ἐκπαιδευτηρίων. Προάγονται εἰς τὴν ἑπομένην τάξιν αἱ κάτωθι μαθήτριαι κατ᾽ ἀλφαβητικὴν σειρὰν ὡς ἀκολούθως πρὸς γνῶσιν τῶν ἐνδιαφερομένων γονέων καὶ κηδεμόνων. — [588, 2017, 862, 2078]
subheading-investigation: Η ΤΑΚΤΙΚΗ ΑΝΑΚΡΙΣΙΣ ΔΙΑ ΤΟΥΣ ΚΟΜΜΟΥΝΙΣΤΑΣ ΣΤΕΡΜΑΤΙΣΘΗ — [1376, 1190, 1545, 1214]
article-text: Ἐξεδόθησαν τὰ ἀποτελέσματα τῶν προαγωγικῶν ἐξετάσεων τῶν μαθητριῶν τοῦ Γυμνασίου καὶ τῶν ἐκπαιδευτηρίων. Προάγονται εἰς τὴν ἑπομένην τάξιν αἱ κάτωθι μαθήτριαι κατ᾽ ἀλφαβητικὴν σειρὰν ὡς ἀκολούθως πρὸς γνῶσιν τῶν ἐνδιαφερομένων γονέων καὶ κηδεμόνων. — [588, 1487, 862, 1547]
article-text: ΘΕΣΣΑΛΟΝΙΚΗ, 28. — Σήμερον ἡ ἀθλητικὴ ἐπιτροπὴ ἀνεκοίνωσε τὴν σύνθεσιν τῆς ὁμάδος καὶ τὸ πρόγραμμα τῶν ἀγώνων τῆς προσεχοῦς Κυριακῆς εἰς τὸ στάδιον τῆς πόλεως, ὅπου ἀναμένεται μεγάλη προσέλευσις φιλάθλων ἐκ τῆς πόλεως καὶ τῶν περιχώρων αὐτῆς. — [195, 497, 380, 582]
article-text: ΘΕΣΣΑΛΟΝΙΚΗ, 28. — Σήμερον ἡ ἀθλητικὴ ἐπιτροπὴ ἀνεκοίνωσε τὴν σύνθεσιν τῆς ὁμάδος καὶ τὸ πρόγραμμα τῶν ἀγώνων τῆς προσεχοῦς Κυριακῆς εἰς τὸ στάδιον τῆς πόλεως, ὅπου ἀναμένεται μεγάλη προσέλευσις φιλάθλων ἐκ τῆς πόλεως καὶ τῶν περιχώρων αὐτῆς. — [4, 767, 189, 854]
article-text: Ἐξεδόθησαν τὰ ἀποτελέσματα τῶν προαγωγικῶν ἐξετάσεων τῶν μαθητριῶν τοῦ Γυμνασίου καὶ τῶν ἐκπαιδευτηρίων. Προάγονται εἰς τὴν ἑπομένην τάξιν αἱ κάτωθι μαθήτριαι κατ᾽ ἀλφαβητικὴν σειρὰν ὡς ἀκολούθως πρὸς γνῶσιν τῶν ἐνδιαφερομένων γονέων καὶ κηδεμόνων. — [588, 1719, 862, 1780]
article-text: Ἐξεδόθησαν τὰ ἀποτελέσματα τῶν προαγωγικῶν ἐξετάσεων τῶν μαθητριῶν τοῦ Γυμνασίου καὶ τῶν ἐκπαιδευτηρίων. Προάγονται εἰς τὴν ἑπομένην τάξιν αἱ κάτωθι μαθήτριαι κατ᾽ ἀλφαβητικὴν σειρὰν ὡς ἀκολούθως πρὸς γνῶσιν τῶν ἐνδιαφερομένων γονέων καὶ κηδεμόνων. — [588, 113, 767, 198]
article-text: Ἐξεδόθησαν τὰ ἀποτελέσματα τῶν προαγωγικῶν ἐξετάσεων τῶν μαθητριῶν τοῦ Γυμνασίου καὶ τῶν ἐκπαιδευτηρίων. Προάγονται εἰς τὴν ἑπομένην τάξιν αἱ κάτωθι μαθήτριαι κατ᾽ ἀλφαβητικὴν σειρὰν ὡς ἀκολούθως πρὸς γνῶσιν τῶν ἐνδιαφερομένων γονέων καὶ κηδεμόνων. — [588, 1287, 767, 1372]
price-row: Ἀγγλίας 280,00—280,00 — [401, 281, 548, 294]
section-bar-sidirokastro: ΑΠΟ ΤΟ ΣΙΔΗΡΟΚΑΣΤΡΟΝ — [195, 2015, 357, 2033]
article-text: ΘΕΣΣΑΛΟΝΙΚΗ, 28. — Σήμερον ἡ ἀθλητικὴ ἐπιτροπὴ ἀνεκοίνωσε τὴν σύνθεσιν τῆς ὁμάδος καὶ τὸ πρόγραμμα τῶν ἀγώνων τῆς προσεχοῦς Κυριακῆς εἰς τὸ στάδιον τῆς πόλεως, ὅπου ἀναμένεται μεγάλη προσέλευσις φιλάθλων ἐκ τῆς πόλεως καὶ τῶν περιχώρων αὐτῆς. — [4, 1679, 189, 1765]
article-text: ΑΘΗΝΑΙ, 28. — Ἡ Γενικὴ Συνομοσπονδία Ἐργατῶν Ἑλλάδος ἀπεφάσισε τὴν σύγκλησιν τοπικῶν συνεδρίων τῶν ἐργατικῶν κέντρων πρὸς ἐξέτασιν τῶν ἐκκρεμούντων ζητημάτων τῶν ἐργαζομένων καὶ τῶν αἰτημάτων αὐτῶν. — [1145, 1408, 1351, 1469]
headline-domestic-news: ΜΙΚΡΑΙ ΕΓΧΩΡΙΟΙ ΕΙΔΗΣΕΙΣ ΧΩΡΙΣ ΤΙΤΛΟΝ — [588, 1987, 1142, 2013]
article-text: Ὑπὸ τοῦ πλημμελειοδικείου ἐπεβλήθη ποινὴ φυλακίσεως εἰς τὸν κατηγορούμενον, ὁ ὁποῖος εἶχε ἐξυβρίσει δημοσίᾳ, ὡς ἀπεδείχθη κατὰ τὴν διαδικασίαν ἐνώπιον τοῦ δικαστηρίου τῆς πόλεως. — [387, 1039, 583, 1101]
article-text: ΘΕΣΣΑΛΟΝΙΚΗ, 28. — Σήμερον ἡ ἀθλητικὴ ἐπιτροπὴ ἀνεκοίνωσε τὴν σύνθεσιν τῆς ὁμάδος καὶ τὸ πρόγραμμα τῶν ἀγώνων τῆς προσεχοῦς Κυριακῆς εἰς τὸ στάδιον τῆς πόλεως, ὅπου ἀναμένεται μεγάλη προσέλευσις φιλάθλων ἐκ τῆς πόλεως καὶ τῶν περιχώρων αὐτῆς. — [195, 317, 380, 402]
headline-milan-clashes: ΑΙ ΣΥΓΚΡΟΥΣΕΙΣ ΕΙΣ ΤΟ ΜΙΛΑΝΟΝ — [387, 1320, 583, 1335]
article-text: Ἐξεδόθησαν τὰ ἀποτελέσματα τῶν προαγωγικῶν ἐξετάσεων τῶν μαθητριῶν τοῦ Γυμνασίου καὶ τῶν ἐκπαιδευτηρίων. Προάγονται εἰς τὴν ἑπομένην τάξιν αἱ κάτωθι μαθήτριαι κατ᾽ ἀλφαβητικὴν σειρὰν ὡς ἀκολούθως πρὸς γνῶσιν τῶν ἐνδιαφερομένων γονέων καὶ κηδεμόνων. — [962, 861, 1142, 948]
gold-price-table — [401, 282, 583, 359]
article-text: Ἐξεδόθησαν τὰ ἀποτελέσματα τῶν προαγωγικῶν ἐξετάσεων τῶν μαθητριῶν τοῦ Γυμνασίου καὶ τῶν ἐκπαιδευτηρίων. Προάγονται εἰς τὴν ἑπομένην τάξιν αἱ κάτωθι μαθήτριαι κατ᾽ ἀλφαβητικὴν σειρὰν ὡς ἀκολούθως πρὸς γνῶσιν τῶν ἐνδιαφερομένων γονέων καὶ κηδεμόνων. — [867, 2100, 1142, 2161]
article-text: Ἐξεδόθησαν τὰ ἀποτελέσματα τῶν προαγωγικῶν ἐξετάσεων τῶν μαθητριῶν τοῦ Γυμνασίου καὶ τῶν ἐκπαιδευτηρίων. Προάγονται εἰς τὴν ἑπομένην τάξιν αἱ κάτωθι μαθήτριαι κατ᾽ ἀλφαβητικὴν σειρὰν ὡς ἀκολούθως πρὸς γνῶσιν τῶν ἐνδιαφερομένων γονέων καὶ κηδεμόνων. — [962, 771, 1142, 858]
article-text: ΘΕΣΣΑΛΟΝΙΚΗ, 28. — Σήμερον ἡ ἀθλητικὴ ἐπιτροπὴ ἀνεκοίνωσε τὴν σύνθεσιν τῆς ὁμάδος καὶ τὸ πρόγραμμα τῶν ἀγώνων τῆς προσεχοῦς Κυριακῆς εἰς τὸ στάδιον τῆς πόλεως, ὅπου ἀναμένεται μεγάλη προσέλευσις φιλάθλων ἐκ τῆς πόλεως καὶ τῶν περιχώρων αὐτῆς. — [195, 1170, 380, 1255]
article-text: ΑΘΗΝΑΙ, 28. — Ἡ Γενικὴ Συνομοσπονδία Ἐργατῶν Ἑλλάδος ἀπεφάσισε τὴν σύγκλησιν τοπικῶν συνεδρίων τῶν ἐργατικῶν κέντρων πρὸς ἐξέτασιν τῶν ἐκκρεμούντων ζητημάτων τῶν ἐργαζομένων καὶ τῶν αἰτημάτων αὐτῶν. — [1145, 654, 1351, 715]
article-text: Ἐξεδόθησαν τὰ ἀποτελέσματα τῶν προαγωγικῶν ἐξετάσεων τῶν μαθητριῶν τοῦ Γυμνασίου καὶ τῶν ἐκπαιδευτηρίων. Προάγονται εἰς τὴν ἑπομένην τάξιν αἱ κάτωθι μαθήτριαι κατ᾽ ἀλφαβητικὴν σειρὰν ὡς ἀκολούθως πρὸς γνῶσιν τῶν ἐνδιαφερομένων γονέων καὶ κηδεμόνων. — [962, 681, 1142, 766]
photo-caption: Οἱ πεντακόσιοι καὶ πλέον καπνεργάται καὶ καπνεργάτριαι τῆς Κομοτινής, οἱ ὁποῖοι κατῆλθον εἰς εἰκοσιτετράωρον ἀπεργίαν. — [1164, 294, 1544, 319]
article-text: ΑΘΗΝΑΙ, 28. — Ἡ Γενικὴ Συνομοσπονδία Ἐργατῶν Ἑλλάδος ἀπεφάσισε τὴν σύγκλησιν τοπικῶν συνεδρίων τῶν ἐργατικῶν κέντρων πρὸς ἐξέτασιν τῶν ἐκκρεμούντων ζητημάτων τῶν ἐργαζομένων καὶ τῶν αἰτημάτων αὐτῶν. — [1357, 1408, 1564, 1469]
article-text: ΘΕΣΣΑΛΟΝΙΚΗ, 28. — Σήμερον ἡ ἀθλητικὴ ἐπιτροπὴ ἀνεκοίνωσε τὴν σύνθεσιν τῆς ὁμάδος καὶ τὸ πρόγραμμα τῶν ἀγώνων τῆς προσεχοῦς Κυριακῆς εἰς τὸ στάδιον τῆς πόλεως, ὅπου ἀναμένεται μεγάλη προσέλευσις φιλάθλων ἐκ τῆς πόλεως καὶ τῶν περιχώρων αὐτῆς. — [195, 767, 380, 854]
article-text: ΑΘΗΝΑΙ, 28. — Ἡ Γενικὴ Συνομοσπονδία Ἐργατῶν Ἑλλάδος ἀπεφάσισε τὴν σύγκλησιν τοπικῶν συνεδρίων τῶν ἐργατικῶν κέντρων πρὸς ἐξέτασιν τῶν ἐκκρεμούντων ζητημάτων τῶν ἐργαζομένων καὶ τῶν αἰτημάτων αὐτῶν. — [1145, 1030, 1351, 1091]
column-rule — [383, 0, 384, 2353]
divider — [387, 445, 583, 446]
article-text: ΑΘΗΝΑΙ, 28. — Ἡ Γενικὴ Συνομοσπονδία Ἐργατῶν Ἑλλάδος ἀπεφάσισε τὴν σύγκλησιν τοπικῶν συνεδρίων τῶν ἐργατικῶν κέντρων πρὸς ἐξέτασιν τῶν ἐκκρεμούντων ζητημάτων τῶν ἐργαζομένων καὶ τῶν αἰτημάτων αὐτῶν. — [1145, 833, 1351, 895]
article-text: ΘΕΣΣΑΛΟΝΙΚΗ, 28. — Σήμερον ἡ ἀθλητικὴ ἐπιτροπὴ ἀνεκοίνωσε τὴν σύνθεσιν τῆς ὁμάδος καὶ τὸ πρόγραμμα τῶν ἀγώνων τῆς προσεχοῦς Κυριακῆς εἰς τὸ στάδιον τῆς πόλεως, ὅπου ἀναμένεται μεγάλη προσέλευσις φιλάθλων ἐκ τῆς πόλεως καὶ τῶν περιχώρων αὐτῆς. — [195, 989, 380, 1075]
article-text: ΑΘΗΝΑΙ, 28. — Ἡ Γενικὴ Συνομοσπονδία Ἐργατῶν Ἑλλάδος ἀπεφάσισε τὴν σύγκλησιν τοπικῶν συνεδρίων τῶν ἐργατικῶν κέντρων πρὸς ἐξέτασιν τῶν ἐκκρεμούντων ζητημάτων τῶν ἐργαζομένων καὶ τῶν αἰτημάτων αὐτῶν. — [1357, 564, 1564, 625]
headline-workers-housing: ΝΟΜΙΜΩΣ ΣΤΕΡΕΙΤΑΙ ΤΗΣ ΕΡΓΑΤΙΚΗΣ ΚΑΤΟΙΚΙΑΣ Ο ΑΠΟΚΤΗΣΑΣ ΟΙΚΙΑΝ ΚΑΙ ΜΕΤΑ ΤΗΝ ΚΛΗΡΩΣΙΝ — [1172, 1151, 1537, 1184]
headline-lace-workshop: ΕΡΓΑΣΤΗΡΙΑ ΔΑΝΤΕΛΗΣ ΤΕΧΝΗΣ ΕΙΣ ΓΥΝΑΙΚΕΙΑΣ ΦΥΛΑΚΑΣ — [390, 619, 580, 647]
article-text: Ἐξεδόθησαν τὰ ἀποτελέσματα τῶν προαγωγικῶν ἐξετάσεων τῶν μαθητριῶν τοῦ Γυμνασίου καὶ τῶν ἐκπαιδευτηρίων. Προάγονται εἰς τὴν ἑπομένην τάξιν αἱ κάτωθι μαθήτριαι κατ᾽ ἀλφαβητικὴν σειρὰν ὡς ἀκολούθως πρὸς γνῶσιν τῶν ἐνδιαφερομένων γονέων καὶ κηδεμόνων. — [867, 1543, 1142, 1603]
article-text: ΑΘΗΝΑΙ, 28. — Ἡ Γενικὴ Συνομοσπονδία Ἐργατῶν Ἑλλάδος ἀπεφάσισε τὴν σύγκλησιν τοπικῶν συνεδρίων τῶν ἐργατικῶν κέντρων πρὸς ἐξέτασιν τῶν ἐκκρεμούντων ζητημάτων τῶν ἐργαζομένων καὶ τῶν αἰτημάτων αὐτῶν. — [1357, 1216, 1564, 1277]
article-text: Ἐξεδόθησαν τὰ ἀποτελέσματα τῶν προαγωγικῶν ἐξετάσεων τῶν μαθητριῶν τοῦ Γυμνασίου καὶ τῶν ἐκπαιδευτηρίων. Προάγονται εἰς τὴν ἑπομένην τάξιν αἱ κάτωθι μαθήτριαι κατ᾽ ἀλφαβητικὴν σειρὰν ὡς ἀκολούθως πρὸς γνῶσιν τῶν ἐνδιαφερομένων γονέων καὶ κηδεμόνων. — [775, 564, 955, 650]
headline-national-team: ΤΗΝ ΚΥΡΙΑΚΗΝ Η ΕΘΝΙΚΗ ΟΜΑΣ ΤΗΣ ΕΛΛΑΔΟΣ ΑΝΤΙΜΕΤΩΠΙΖΕΙ ΤΗΝ ΕΘΝΙΚΗΝ ΤΗΣ ΔΑΝΙΑΣ — [4, 38, 380, 116]
article-text: ΑΘΗΝΑΙ, 28. — Ἡ Γενικὴ Συνομοσπονδία Ἐργατῶν Ἑλλάδος ἀπεφάσισε τὴν σύγκλησιν τοπικῶν συνεδρίων τῶν ἐργατικῶν κέντρων πρὸς ἐξέτασιν τῶν ἐκκρεμούντων ζητημάτων τῶν ἐργαζομένων καὶ τῶν αἰτημάτων αὐτῶν. — [1357, 833, 1564, 895]
section-bar-giannitsa: ΑΠΟ ΤΑ ΓΙΑΝΝΙΤΣΑ — [195, 1688, 317, 1705]
article-text: Ἐξεδόθησαν τὰ ἀποτελέσματα τῶν προαγωγικῶν ἐξετάσεων τῶν μαθητριῶν τοῦ Γυμνασίου καὶ τῶν ἐκπαιδευτηρίων. Προάγονται εἰς τὴν ἑπομένην τάξιν αἱ κάτωθι μαθήτριαι κατ᾽ ἀλφαβητικὴν σειρὰν ὡς ἀκολούθως πρὸς γνῶσιν τῶν ἐνδιαφερομένων γονέων καὶ κηδεμόνων. — [775, 113, 955, 198]
subheading-radio-isotopes: ΚΕΝΤΡΟΝ ΡΑΔΙΟ-ΣΟΤΟΠΩΝ ΙΔΡΥΕΤΑΙ ΕΙΣ ΚΑΙ-ΡΟΝ — [871, 1802, 1139, 1815]
article-text: Ὑπὸ τοῦ πλημμελειοδικείου ἐπεβλήθη ποινὴ φυλακίσεως εἰς τὸν κατηγορούμενον, ὁ ὁποῖος εἶχε ἐξυβρίσει δημοσίᾳ, ὡς ἀπεδείχθη κατὰ τὴν διαδικασίαν ἐνώπιον τοῦ δικαστηρίου τῆς πόλεως. — [387, 650, 583, 711]
article-text: ΑΘΗΝΑΙ, 28. — Ἡ Γενικὴ Συνομοσπονδία Ἐργατῶν Ἑλλάδος ἀπεφάσισε τὴν σύγκλησιν τοπικῶν συνεδρίων τῶν ἐργατικῶν κέντρων πρὸς ἐξέτασιν τῶν ἐκκρεμούντων ζητημάτων τῶν ἐργαζομένων καὶ τῶν αἰτημάτων αὐτῶν. — [1357, 767, 1564, 829]
article-text: Ἐξεδόθησαν τὰ ἀποτελέσματα τῶν προαγωγικῶν ἐξετάσεων τῶν μαθητριῶν τοῦ Γυμνασίου καὶ τῶν ἐκπαιδευτηρίων. Προάγονται εἰς τὴν ἑπομένην τάξιν αἱ κάτωθι μαθήτριαι κατ᾽ ἀλφαβητικὴν σειρὰν ὡς ἀκολούθως πρὸς γνῶσιν τῶν ἐνδιαφερομένων γονέων καὶ κηδεμόνων. — [588, 383, 767, 469]
article-text: Ὑπὸ τοῦ πλημμελειοδικείου ἐπεβλήθη ποινὴ φυλακίσεως εἰς τὸν κατηγορούμενον, ὁ ὁποῖος εἶχε ἐξυβρίσει δημοσίᾳ, ὡς ἀπεδείχθη κατὰ τὴν διαδικασίαν ἐνώπιον τοῦ δικαστηρίου τῆς πόλεως. — [387, 1143, 583, 1204]
article-text: ΘΕΣΣΑΛΟΝΙΚΗ, 28. — Σήμερον ἡ ἀθλητικὴ ἐπιτροπὴ ἀνεκοίνωσε τὴν σύνθεσιν τῆς ὁμάδος καὶ τὸ πρόγραμμα τῶν ἀγώνων τῆς προσεχοῦς Κυριακῆς εἰς τὸ στάδιον τῆς πόλεως, ὅπου ἀναμένεται μεγάλη προσέλευσις φιλάθλων ἐκ τῆς πόλεως καὶ τῶν περιχώρων αὐτῆς. — [4, 1797, 189, 1884]
article-text: Ὑπὸ τοῦ πλημμελειοδικείου ἐπεβλήθη ποινὴ φυλακίσεως εἰς τὸν κατηγορούμενον, ὁ ὁποῖος εἶχε ἐξυβρίσει δημοσίᾳ, ὡς ἀπεδείχθη κατὰ τὴν διαδικασίαν ἐνώπιον τοῦ δικαστηρίου τῆς πόλεως. — [387, 376, 583, 437]
article-text: Ἐξεδόθησαν τὰ ἀποτελέσματα τῶν προαγωγικῶν ἐξετάσεων τῶν μαθητριῶν τοῦ Γυμνασίου καὶ τῶν ἐκπαιδευτηρίων. Προάγονται εἰς τὴν ἑπομένην τάξιν αἱ κάτωθι μαθήτριαι κατ᾽ ἀλφαβητικὴν σειρὰν ὡς ἀκολούθως πρὸς γνῶσιν τῶν ἐνδιαφερομένων γονέων καὶ κηδεμόνων. — [588, 293, 767, 379]
article-text: Ἐξεδόθησαν τὰ ἀποτελέσματα τῶν προαγωγικῶν ἐξετάσεων τῶν μαθητριῶν τοῦ Γυμνασίου καὶ τῶν ἐκπαιδευτηρίων. Προάγονται εἰς τὴν ἑπομένην τάξιν αἱ κάτωθι μαθήτριαι κατ᾽ ἀλφαβητικὴν σειρὰν ὡς ἀκολούθως πρὸς γνῶσιν τῶν ἐνδιαφερομένων γονέων καὶ κηδεμόνων. — [775, 1287, 955, 1372]
article-text: ΘΕΣΣΑΛΟΝΙΚΗ, 28. — Σήμερον ἡ ἀθλητικὴ ἐπιτροπὴ ἀνεκοίνωσε τὴν σύνθεσιν τῆς ὁμάδος καὶ τὸ πρόγραμμα τῶν ἀγώνων τῆς προσεχοῦς Κυριακῆς εἰς τὸ στάδιον τῆς πόλεως, ὅπου ἀναμένεται μεγάλη προσέλευσις φιλάθλων ἐκ τῆς πόλεως καὶ τῶν περιχώρων αὐτῆς. — [195, 1826, 380, 1912]
divider — [588, 106, 1142, 107]
subheading-woman-released: ΓΥΝΗ ΕΛΕΥΘΕΡΩΘΗ ΣΤΕΡΗΘΕΙΣΑ ΔΙΑ ΕΥΡΕΘΟΥΝ ΤΩΝ ΣΥΝΟΔΩΝ ΤΗΣ ΡΑΠΤΗΝ — [1360, 525, 1561, 562]
article-text: Ἐξεδόθησαν τὰ ἀποτελέσματα τῶν προαγωγικῶν ἐξετάσεων τῶν μαθητριῶν τοῦ Γυμνασίου καὶ τῶν ἐκπαιδευτηρίων. Προάγονται εἰς τὴν ἑπομένην τάξιν αἱ κάτωθι μαθήτριαι κατ᾽ ἀλφαβητικὴν σειρὰν ὡς ἀκολούθως πρὸς γνῶσιν τῶν ἐνδιαφερομένων γονέων καὶ κηδεμόνων. — [588, 925, 767, 1011]
subheading-officials: ΜΕΤΑΒΟΛΑΙ ΑΝΩΤΕΡΩΝ ΚΑΙ ΚΟΙΝΟΤΙΚΩΝ ΥΠΑΛΛΗΛΩΝ — [1386, 1282, 1536, 1306]
article-text: Ὑπὸ τοῦ πλημμελειοδικείου ἐπεβλήθη ποινὴ φυλακίσεως εἰς τὸν κατηγορούμενον, ὁ ὁποῖος εἶχε ἐξυβρίσει δημοσίᾳ, ὡς ἀπεδείχθη κατὰ τὴν διαδικασίαν ἐνώπιον τοῦ δικαστηρίου τῆς πόλεως. — [387, 935, 583, 997]
article-text: Ἐξεδόθησαν τὰ ἀποτελέσματα τῶν προαγωγικῶν ἐξετάσεων τῶν μαθητριῶν τοῦ Γυμνασίου καὶ τῶν ἐκπαιδευτηρίων. Προάγονται εἰς τὴν ἑπομένην τάξιν αἱ κάτωθι μαθήτριαι κατ᾽ ἀλφαβητικὴν σειρὰν ὡς ἀκολούθως πρὸς γνῶσιν τῶν ἐνδιαφερομένων γονέων καὶ κηδεμόνων. — [962, 591, 1142, 676]
article-text: Ἐξεδόθησαν τὰ ἀποτελέσματα τῶν προαγωγικῶν ἐξετάσεων τῶν μαθητριῶν τοῦ Γυμνασίου καὶ τῶν ἐκπαιδευτηρίων. Προάγονται εἰς τὴν ἑπομένην τάξιν αἱ κάτωθι μαθήτριαι κατ᾽ ἀλφαβητικὴν σειρὰν ὡς ἀκολούθως πρὸς γνῶσιν τῶν ἐνδιαφερομένων γονέων καὶ κηδεμόνων. — [775, 474, 955, 560]
article-text: ΑΘΗΝΑΙ, 28. — Ἡ Γενικὴ Συνομοσπονδία Ἐργατῶν Ἑλλάδος ἀπεφάσισε τὴν σύγκλησιν τοπικῶν συνεδρίων τῶν ἐργατικῶν κέντρων πρὸς ἐξέτασιν τῶν ἐκκρεμούντων ζητημάτων τῶν ἐργαζομένων καὶ τῶν αἰτημάτων αὐτῶν. — [1145, 1474, 1351, 1535]
article-text: Ὑπὸ τοῦ πλημμελειοδικείου ἐπεβλήθη ποινὴ φυλακίσεως εἰς τὸν κατηγορούμενον, ὁ ὁποῖος εἶχε ἐξυβρίσει δημοσίᾳ, ὡς ἀπεδείχθη κατὰ τὴν διαδικασίαν ἐνώπιον τοῦ δικαστηρίου τῆς πόλεως. — [387, 1573, 583, 1634]
article-text: ΑΘΗΝΑΙ, 28. — Ἡ Γενικὴ Συνομοσπονδία Ἐργατῶν Ἑλλάδος ἀπεφάσισε τὴν σύγκλησιν τοπικῶν συνεδρίων τῶν ἐργατικῶν κέντρων πρὸς ἐξέτασιν τῶν ἐκκρεμούντων ζητημάτων τῶν ἐργαζομένων καὶ τῶν αἰτημάτων αὐτῶν. — [1145, 1252, 1351, 1313]
divider — [1145, 906, 1564, 908]
article-text: Ἐξεδόθησαν τὰ ἀποτελέσματα τῶν προαγωγικῶν ἐξετάσεων τῶν μαθητριῶν τοῦ Γυμνασίου καὶ τῶν ἐκπαιδευτηρίων. Προάγονται εἰς τὴν ἑπομένην τάξιν αἱ κάτωθι μαθήτριαι κατ᾽ ἀλφαβητικὴν σειρὰν ὡς ἀκολούθως πρὸς γνῶσιν τῶν ἐνδιαφερομένων γονέων καὶ κηδεμόνων. — [588, 745, 767, 831]
headline-sentence: ΕΙΣ ΔΕΚΑ ΜΗΝΩΝ ΦΥΛΑΚΙΣΙΝ ΔΙΟΤΙ ΕΞΥΒΡΙΣΕ ΤΟΝ ΒΑΣΙΛΕΑ ΚΑΙ ΤΟΝ ΠΡΩΘΥΠΟΥΡΓΟΝ — [397, 17, 573, 56]
article-text: Ἐξεδόθησαν τὰ ἀποτελέσματα τῶν προαγωγικῶν ἐξετάσεων τῶν μαθητριῶν τοῦ Γυμνασίου καὶ τῶν ἐκπαιδευτηρίων. Προάγονται εἰς τὴν ἑπομένην τάξιν αἱ κάτωθι μαθήτριαι κατ᾽ ἀλφαβητικὴν σειρὰν ὡς ἀκολούθως πρὸς γνῶσιν τῶν ἐνδιαφερομένων γονέων καὶ κηδεμόνων. — [775, 925, 955, 1011]
article-text: ΑΘΗΝΑΙ, 28. — Ἡ Γενικὴ Συνομοσπονδία Ἐργατῶν Ἑλλάδος ἀπεφάσισε τὴν σύγκλησιν τοπικῶν συνεδρίων τῶν ἐργατικῶν κέντρων πρὸς ἐξέτασιν τῶν ἐκκρεμούντων ζητημάτων τῶν ἐργαζομένων καὶ τῶν αἰτημάτων αὐτῶν. — [1357, 325, 1564, 386]
article-text: ΘΕΣΣΑΛΟΝΙΚΗ, 28. — Σήμερον ἡ ἀθλητικὴ ἐπιτροπὴ ἀνεκοίνωσε τὴν σύνθεσιν τῆς ὁμάδος καὶ τὸ πρόγραμμα τῶν ἀγώνων τῆς προσεχοῦς Κυριακῆς εἰς τὸ στάδιον τῆς πόλεως, ὅπου ἀναμένεται μεγάλη προσέλευσις φιλάθλων ἐκ τῆς πόλεως καὶ τῶν περιχώρων αὐτῆς. — [195, 1707, 380, 1793]
article-text: Ἐξεδόθησαν τὰ ἀποτελέσματα τῶν προαγωγικῶν ἐξετάσεων τῶν μαθητριῶν τοῦ Γυμνασίου καὶ τῶν ἐκπαιδευτηρίων. Προάγονται εἰς τὴν ἑπομένην τάξιν αἱ κάτωθι μαθήτριαι κατ᾽ ἀλφαβητικὴν σειρὰν ὡς ἀκολούθως πρὸς γνῶσιν τῶν ἐνδιαφερομένων γονέων καὶ κηδεμόνων. — [775, 1015, 955, 1102]
article-text: ΘΕΣΣΑΛΟΝΙΚΗ, 28. — Σήμερον ἡ ἀθλητικὴ ἐπιτροπὴ ἀνεκοίνωσε τὴν σύνθεσιν τῆς ὁμάδος καὶ τὸ πρόγραμμα τῶν ἀγώνων τῆς προσεχοῦς Κυριακῆς εἰς τὸ στάδιον τῆς πόλεως, ὅπου ἀναμένεται μεγάλη προσέλευσις φιλάθλων ἐκ τῆς πόλεως καὶ τῶν περιχώρων αὐτῆς. — [4, 2097, 189, 2182]
article-text: Ὑπὸ τοῦ πλημμελειοδικείου ἐπεβλήθη ποινὴ φυλακίσεως εἰς τὸν κατηγορούμενον, ὁ ὁποῖος εἶχε ἐξυβρίσει δημοσίᾳ, ὡς ἀπεδείχθη κατὰ τὴν διαδικασίαν ἐνώπιον τοῦ δικαστηρίου τῆς πόλεως. — [387, 1338, 583, 1398]
signature: ΠΡΟΚ. ΚΑΜΠΙΤΟΓΛΟΥ — [427, 1730, 543, 1742]
column-sports — [4, 0, 380, 2353]
article-text: ΘΕΣΣΑΛΟΝΙΚΗ, 28. — Σήμερον ἡ ἀθλητικὴ ἐπιτροπὴ ἀνεκοίνωσε τὴν σύνθεσιν τῆς ὁμάδος καὶ τὸ πρόγραμμα τῶν ἀγώνων τῆς προσεχοῦς Κυριακῆς εἰς τὸ στάδιον τῆς πόλεως, ὅπου ἀναμένεται μεγάλη προσέλευσις φιλάθλων ἐκ τῆς πόλεως καὶ τῶν περιχώρων αὐτῆς. — [195, 407, 380, 492]
headline-bus-operators: ΥΠΟ ΤΩΝ ΥΠΕΡΑΣΤΙΚΩΝ ΛΕΩΦΟΡΕΙΟΥΧΩΝ ΖΗΤΕΙΤΑΙ Η ΜΕΤΑΘΕΣΙΣ ΤΟΥ ΦΟΡΟΥ ΔΙΑ ΤΗΝ ΟΔΟΠΟΙΙΑΝ ΚΑΙ Η ΑΥΞΗΣΙΣ ΤΟΥ ΟΡΙΟΥ ΗΛΙΚΙΑΣ ΤΩΝ ΟΧΗΜΑΤΩΝ — [610, 1391, 1120, 1418]
article-text: ΘΕΣΣΑΛΟΝΙΚΗ, 28. — Σήμερον ἡ ἀθλητικὴ ἐπιτροπὴ ἀνεκοίνωσε τὴν σύνθεσιν τῆς ὁμάδος καὶ τὸ πρόγραμμα τῶν ἀγώνων τῆς προσεχοῦς Κυριακῆς εἰς τὸ στάδιον τῆς πόλεως, ὅπου ἀναμένεται μεγάλη προσέλευσις φιλάθλων ἐκ τῆς πόλεως καὶ τῶν περιχώρων αὐτῆς. — [195, 1917, 380, 2002]
article-text: ΑΘΗΝΑΙ, 28. — Ἡ Γενικὴ Συνομοσπονδία Ἐργατῶν Ἑλλάδος ἀπεφάσισε τὴν σύγκλησιν τοπικῶν συνεδρίων τῶν ἐργατικῶν κέντρων πρὸς ἐξέτασιν τῶν ἐκκρεμούντων ζητημάτων τῶν ἐργαζομένων καὶ τῶν αἰτημάτων αὐτῶν. — [1145, 325, 1351, 386]
article-text: ΑΘΗΝΑΙ, 28. — Ἡ Γενικὴ Συνομοσπονδία Ἐργατῶν Ἑλλάδος ἀπεφάσισε τὴν σύγκλησιν τοπικῶν συνεδρίων τῶν ἐργατικῶν κέντρων πρὸς ἐξέτασιν τῶν ἐκκρεμούντων ζητημάτων τῶν ἐργαζομένων καὶ τῶν αἰτημάτων αὐτῶν. — [1145, 391, 1351, 452]
article-text: Ἐξεδόθησαν τὰ ἀποτελέσματα τῶν προαγωγικῶν ἐξετάσεων τῶν μαθητριῶν τοῦ Γυμνασίου καὶ τῶν ἐκπαιδευτηρίων. Προάγονται εἰς τὴν ἑπομένην τάξιν αἱ κάτωθι μαθήτριαι κατ᾽ ἀλφαβητικὴν σειρὰν ὡς ἀκολούθως πρὸς γνῶσιν τῶν ἐνδιαφερομένων γονέων καὶ κηδεμόνων. — [588, 1618, 862, 1679]
article-text: ΘΕΣΣΑΛΟΝΙΚΗ, 28. — Σήμερον ἡ ἀθλητικὴ ἐπιτροπὴ ἀνεκοίνωσε τὴν σύνθεσιν τῆς ὁμάδος καὶ τὸ πρόγραμμα τῶν ἀγώνων τῆς προσεχοῦς Κυριακῆς εἰς τὸ στάδιον τῆς πόλεως, ὅπου ἀναμένεται μεγάλη προσέλευσις φιλάθλων ἐκ τῆς πόλεως καὶ τῶν περιχώρων αὐτῆς. — [195, 587, 380, 673]
headline-family-allowances: ΑΡΧΙΖΕΙ Η ΚΑΤΑΒΟΛΗ ΤΩΝ ΟΙΚΟΓΕΝΕΙΑΚΩΝ ΕΠΙΔΟΜΑΤΩΝ — [394, 1477, 576, 1504]
divider — [387, 1107, 583, 1108]
divider — [588, 1384, 1142, 1387]
column-briefs — [387, 0, 583, 2353]
article-text: Ὑπὸ τοῦ πλημμελειοδικείου ἐπεβλήθη ποινὴ φυλακίσεως εἰς τὸν κατηγορούμενον, ὁ ὁποῖος εἶχε ἐξυβρίσει δημοσίᾳ, ὡς ἀπεδείχθη κατὰ τὴν διαδικασίαν ἐνώπιον τοῦ δικαστηρίου τῆς πόλεως. — [387, 1664, 583, 1725]
article-text: ΘΕΣΣΑΛΟΝΙΚΗ, 28. — Σήμερον ἡ ἀθλητικὴ ἐπιτροπὴ ἀνεκοίνωσε τὴν σύνθεσιν τῆς ὁμάδος καὶ τὸ πρόγραμμα τῶν ἀγώνων τῆς προσεχοῦς Κυριακῆς εἰς τὸ στάδιον τῆς πόλεως, ὅπου ἀναμένεται μεγάλη προσέλευσις φιλάθλων ἐκ τῆς πόλεως καὶ τῶν περιχώρων αὐτῆς. — [195, 677, 380, 763]
divider — [387, 717, 583, 718]
section-bar-kastoria: ΑΠΟ ΤΗΝ ΚΑΣΤΟΡΙΑΝ — [195, 1806, 332, 1824]
headline-tobacco-exports: ΑΙ ΕΞΑΧΘΕΙΣΑΙ ΠΟΣΟΤΗΤΕΣ ΚΑΠΝΟΥ ΚΑΤΑ ΤΟΝ ΜΑΪΟΝ — [1154, 1388, 1554, 1405]
headline-students: ΑΙ ΠΡΟΑΓΟΜΕΝΑΙ ΜΑΘΗΤΡΙΑΙ ΤΩΝ ΤΡΙΩΝ ΠΡΩΤΩΝ ΤΑΞΕΩΝ ΤΟΥ Γ΄ ΓΥΜΝΑΣΙΟΥ ΘΗΛΕΩΝ ΤΗΣ ΘΕΣΣΑΛΟΝΙΚΗΣ ΚΑΙ ΟΛΩΝ ΤΩΝ ΤΑΞΕΩΝ ΤΩΝ ΕΚΠΑΙΔΕΥΤΗΡΙΩΝ ΒΑΛΑΓΙΑΝΝΗ — [612, 15, 1117, 100]
headline-telephone: ΕΓΚΑΤΑΣΤΑΣΙΝ 130.000 ΝΕΩΝ ΤΗΛΕΦΩΝΙΚΩΝ ΣΥΝΔΕΣΕΩΝ ΠΡΟΒΛΕΠΕΙ ΜΕΧΡΙ ΤΟΥ 1964 ΤΟ ΠΡΟΓΡΑΜΜΑ ΤΟΥ Ο.Τ.Ε. — [1171, 735, 1538, 764]
article-text: Ἐξεδόθησαν τὰ ἀποτελέσματα τῶν προαγωγικῶν ἐξετάσεων τῶν μαθητριῶν τοῦ Γυμνασίου καὶ τῶν ἐκπαιδευτηρίων. Προάγονται εἰς τὴν ἑπομένην τάξιν αἱ κάτωθι μαθήτριαι κατ᾽ ἀλφαβητικὴν σειρὰν ὡς ἀκολούθως πρὸς γνῶσιν τῶν ἐνδιαφερομένων γονέων καὶ κηδεμόνων. — [962, 203, 1142, 289]
article-text: ΘΕΣΣΑΛΟΝΙΚΗ, 28. — Σήμερον ἡ ἀθλητικὴ ἐπιτροπὴ ἀνεκοίνωσε τὴν σύνθεσιν τῆς ὁμάδος καὶ τὸ πρόγραμμα τῶν ἀγώνων τῆς προσεχοῦς Κυριακῆς εἰς τὸ στάδιον τῆς πόλεως, ὅπου ἀναμένεται μεγάλη προσέλευσις φιλάθλων ἐκ τῆς πόλεως καὶ τῶν περιχώρων αὐτῆς. — [4, 858, 189, 944]
column-rule — [585, 0, 586, 2353]
article-text: ΑΘΗΝΑΙ, 28. — Ἡ Γενικὴ Συνομοσπονδία Ἐργατῶν Ἑλλάδος ἀπεφάσισε τὴν σύγκλησιν τοπικῶν συνεδρίων τῶν ἐργατικῶν κέντρων πρὸς ἐξέτασιν τῶν ἐκκρεμούντων ζητημάτων τῶν ἐργαζομένων καὶ τῶν αἰτημάτων αὐτῶν. — [1357, 656, 1564, 717]
article-text: Ὑπὸ τοῦ πλημμελειοδικείου ἐπεβλήθη ποινὴ φυλακίσεως εἰς τὸν κατηγορούμενον, ὁ ὁποῖος εἶχε ἐξυβρίσει δημοσίᾳ, ὡς ἀπεδείχθη κατὰ τὴν διαδικασίαν ἐνώπιον τοῦ δικαστηρίου τῆς πόλεως. — [387, 74, 583, 135]
article-text: Ἐξεδόθησαν τὰ ἀποτελέσματα τῶν προαγωγικῶν ἐξετάσεων τῶν μαθητριῶν τοῦ Γυμνασίου καὶ τῶν ἐκπαιδευτηρίων. Προάγονται εἰς τὴν ἑπομένην τάξιν αἱ κάτωθι μαθήτριαι κατ᾽ ἀλφαβητικὴν σειρὰν ὡς ἀκολούθως πρὸς γνῶσιν τῶν ἐνδιαφερομένων γονέων καὶ κηδεμόνων. — [962, 1042, 1142, 1128]
headline-holy-synod: Η ΙΕΡΑ ΣΥΝΟΔΟΣ ΔΙΕΚΟΨΕ ΤΑΣ ΕΡΓΑΣΙΑΣ ΤΗΣ ΜΕΧΡΙ 16ΗΣ ΣΕΠΤΕΜΒΡΙΟΥ — [395, 723, 575, 763]
article-text: Ἐξεδόθησαν τὰ ἀποτελέσματα τῶν προαγωγικῶν ἐξετάσεων τῶν μαθητριῶν τοῦ Γυμνασίου καὶ τῶν ἐκπαιδευτηρίων. Προάγονται εἰς τὴν ἑπομένην τάξιν αἱ κάτωθι μαθήτριαι κατ᾽ ἀλφαβητικὴν σειρὰν ὡς ἀκολούθως πρὸς γνῶσιν τῶν ἐνδιαφερομένων γονέων καὶ κηδεμόνων. — [775, 1197, 955, 1282]
headline-doxologies: ΔΟΞΟΛΟΓΙΑΙ ΕΙΣ ΑΘΗΝΑΣ ΚΑΙ ΘΕΣΣΑΛΟΝΙΚΗΝ ΕΠΙ ΤΗ ΟΝΟΜΑΣΤΙΚΗ ΕΟΡΤΗ ΤΟΥ ΒΑΣΙΛΕΩΣ — [1161, 912, 1547, 946]
article-text: ΘΕΣΣΑΛΟΝΙΚΗ, 28. — Σήμερον ἡ ἀθλητικὴ ἐπιτροπὴ ἀνεκοίνωσε τὴν σύνθεσιν τῆς ὁμάδος καὶ τὸ πρόγραμμα τῶν ἀγώνων τῆς προσεχοῦς Κυριακῆς εἰς τὸ στάδιον τῆς πόλεως, ὅπου ἀναμένεται μεγάλη προσέλευσις φιλάθλων ἐκ τῆς πόλεως καὶ τῶν περιχώρων αὐτῆς. — [4, 587, 189, 673]
article-text: Ἐξεδόθησαν τὰ ἀποτελέσματα τῶν προαγωγικῶν ἐξετάσεων τῶν μαθητριῶν τοῦ Γυμνασίου καὶ τῶν ἐκπαιδευτηρίων. Προάγονται εἰς τὴν ἑπομένην τάξιν αἱ κάτωθι μαθήτριαι κατ᾽ ἀλφαβητικὴν σειρὰν ὡς ἀκολούθως πρὸς γνῶσιν τῶν ἐνδιαφερομένων γονέων καὶ κηδεμόνων. — [588, 2083, 862, 2143]
divider — [387, 1641, 583, 1642]
article-text: ΘΕΣΣΑΛΟΝΙΚΗ, 28. — Σήμερον ἡ ἀθλητικὴ ἐπιτροπὴ ἀνεκοίνωσε τὴν σύνθεσιν τῆς ὁμάδος καὶ τὸ πρόγραμμα τῶν ἀγώνων τῆς προσεχοῦς Κυριακῆς εἰς τὸ στάδιον τῆς πόλεως, ὅπου ἀναμένεται μεγάλη προσέλευσις φιλάθλων ἐκ τῆς πόλεως καὶ τῶν περιχώρων αὐτῆς. — [4, 1260, 189, 1346]
article-text: Ἐξεδόθησαν τὰ ἀποτελέσματα τῶν προαγωγικῶν ἐξετάσεων τῶν μαθητριῶν τοῦ Γυμνασίου καὶ τῶν ἐκπαιδευτηρίων. Προάγονται εἰς τὴν ἑπομένην τάξιν αἱ κάτωθι μαθήτριαι κατ᾽ ἀλφαβητικὴν σειρὰν ὡς ἀκολούθως πρὸς γνῶσιν τῶν ἐνδιαφερομένων γονέων καὶ κηδεμόνων. — [588, 1785, 862, 1845]
article-text: ΘΕΣΣΑΛΟΝΙΚΗ, 28. — Σήμερον ἡ ἀθλητικὴ ἐπιτροπὴ ἀνεκοίνωσε τὴν σύνθεσιν τῆς ὁμάδος καὶ τὸ πρόγραμμα τῶν ἀγώνων τῆς προσεχοῦς Κυριακῆς εἰς τὸ στάδιον τῆς πόλεως, ὅπου ἀναμένεται μεγάλη προσέλευσις φιλάθλων ἐκ τῆς πόλεως καὶ τῶν περιχώρων αὐτῆς. — [4, 677, 189, 763]
headline-railways-bill: ΤΟ ΝΟΜΟΣΧΕΔΙΟΝ ΠΕΡΙ ΣΙΔΗΡΟΔΡΟΜΩΝ — [416, 1112, 555, 1140]
article-text: Ἐξεδόθησαν τὰ ἀποτελέσματα τῶν προαγωγικῶν ἐξετάσεων τῶν μαθητριῶν τοῦ Γυμνασίου καὶ τῶν ἐκπαιδευτηρίων. Προάγονται εἰς τὴν ἑπομένην τάξιν αἱ κάτωθι μαθήτριαι κατ᾽ ἀλφαβητικὴν σειρὰν ὡς ἀκολούθως πρὸς γνῶσιν τῶν ἐνδιαφερομένων γονέων καὶ κηδεμόνων. — [588, 1552, 862, 1613]
article-text: Ἐξεδόθησαν τὰ ἀποτελέσματα τῶν προαγωγικῶν ἐξετάσεων τῶν μαθητριῶν τοῦ Γυμνασίου καὶ τῶν ἐκπαιδευτηρίων. Προάγονται εἰς τὴν ἑπομένην τάξιν αἱ κάτωθι μαθήτριαι κατ᾽ ἀλφαβητικὴν σειρὰν ὡς ἀκολούθως πρὸς γνῶσιν τῶν ἐνδιαφερομένων γονέων καὶ κηδεμόνων. — [962, 952, 1142, 1038]
headline-nurses: ΠΡΟΣΛΗΨΙΣ ΝΟΣΟΚΟΜΩΝ — [410, 1646, 561, 1661]
subheading-hospitals: ΑΙ ΑΝΑΓΚΑΙ ΤΩΝ ΝΟΣΟΚΟΜΕΙΩΝ ΑΝΑΓΚΑΙΟΝ ΣΧΟΛΕΙΩΝ — [1374, 629, 1547, 654]
subheading-schools: ΤΩΝ ΕΚΠΑΙΔΕΥΤΗΡΙΩΝ ΒΑΛΑΓΙΑΝΝΗ — [991, 474, 1113, 498]
article-text: Ὑπὸ τοῦ πλημμελειοδικείου ἐπεβλήθη ποινὴ φυλακίσεως εἰς τὸν κατηγορούμενον, ὁ ὁποῖος εἶχε ἐξυβρίσει δημοσίᾳ, ὡς ἀπεδείχθη κατὰ τὴν διαδικασίαν ἐνώπιον τοῦ δικαστηρίου τῆς πόλεως. — [387, 1507, 583, 1568]
article-text: Ἐξεδόθησαν τὰ ἀποτελέσματα τῶν προαγωγικῶν ἐξετάσεων τῶν μαθητριῶν τοῦ Γυμνασίου καὶ τῶν ἐκπαιδευτηρίων. Προάγονται εἰς τὴν ἑπομένην τάξιν αἱ κάτωθι μαθήτριαι κατ᾽ ἀλφαβητικὴν σειρὰν ὡς ἀκολούθως πρὸς γνῶσιν τῶν ἐνδιαφερομένων γονέων καὶ κηδεμόνων. — [588, 1015, 767, 1102]
article-text: Ἐξεδόθησαν τὰ ἀποτελέσματα τῶν προαγωγικῶν ἐξετάσεων τῶν μαθητριῶν τοῦ Γυμνασίου καὶ τῶν ἐκπαιδευτηρίων. Προάγονται εἰς τὴν ἑπομένην τάξιν αἱ κάτωθι μαθήτριαι κατ᾽ ἀλφαβητικὴν σειρὰν ὡς ἀκολούθως πρὸς γνῶσιν τῶν ἐνδιαφερομένων γονέων καὶ κηδεμόνων. — [962, 1223, 1142, 1308]
article-text: Ἐξεδόθησαν τὰ ἀποτελέσματα τῶν προαγωγικῶν ἐξετάσεων τῶν μαθητριῶν τοῦ Γυμνασίου καὶ τῶν ἐκπαιδευτηρίων. Προάγονται εἰς τὴν ἑπομένην τάξιν αἱ κάτωθι μαθήτριαι κατ᾽ ἀλφαβητικὴν σειρὰν ὡς ἀκολούθως πρὸς γνῶσιν τῶν ἐνδιαφερομένων γονέων καὶ κηδεμόνων. — [775, 655, 955, 740]
article-text: ΘΕΣΣΑΛΟΝΙΚΗ, 28. — Σήμερον ἡ ἀθλητικὴ ἐπιτροπὴ ἀνεκοίνωσε τὴν σύνθεσιν τῆς ὁμάδος καὶ τὸ πρόγραμμα τῶν ἀγώνων τῆς προσεχοῦς Κυριακῆς εἰς τὸ στάδιον τῆς πόλεως, ὅπου ἀναμένεται μεγάλη προσέλευσις φιλάθλων ἐκ τῆς πόλεως καὶ τῶν περιχώρων αὐτῆς. — [4, 317, 189, 402]
price-row: Γαλλίας 209,50—209,50 — [401, 294, 548, 307]
subheading-student-news: ΦΟΙΤΗΤΙΚΑ ΝΕΑ — [961, 2020, 1048, 2033]
divider — [1145, 463, 1564, 466]
dateline: ΤΡΙΚΑΛΑ, 28. — — [387, 59, 477, 74]
section-bar-komotini: ΑΠΟ ΤΗΝ ΚΟΜΟΤΗΝΗΝ — [4, 1986, 150, 2004]
article-text: ΘΕΣΣΑΛΟΝΙΚΗ, 28. — Σήμερον ἡ ἀθλητικὴ ἐπιτροπὴ ἀνεκοίνωσε τὴν σύνθεσιν τῆς ὁμάδος καὶ τὸ πρόγραμμα τῶν ἀγώνων τῆς προσεχοῦς Κυριακῆς εἰς τὸ στάδιον τῆς πόλεως, ὅπου ἀναμένεται μεγάλη προσέλευσις φιλάθλων ἐκ τῆς πόλεως καὶ τῶν περιχώρων αὐτῆς. — [4, 1170, 189, 1255]
article-text: Ἐξεδόθησαν τὰ ἀποτελέσματα τῶν προαγωγικῶν ἐξετάσεων τῶν μαθητριῶν τοῦ Γυμνασίου καὶ τῶν ἐκπαιδευτηρίων. Προάγονται εἰς τὴν ἑπομένην τάξιν αἱ κάτωθι μαθήτριαι κατ᾽ ἀλφαβητικὴν σειρὰν ὡς ἀκολούθως πρὸς γνῶσιν τῶν ἐνδιαφερομένων γονέων καὶ κηδεμόνων. — [775, 835, 955, 921]
